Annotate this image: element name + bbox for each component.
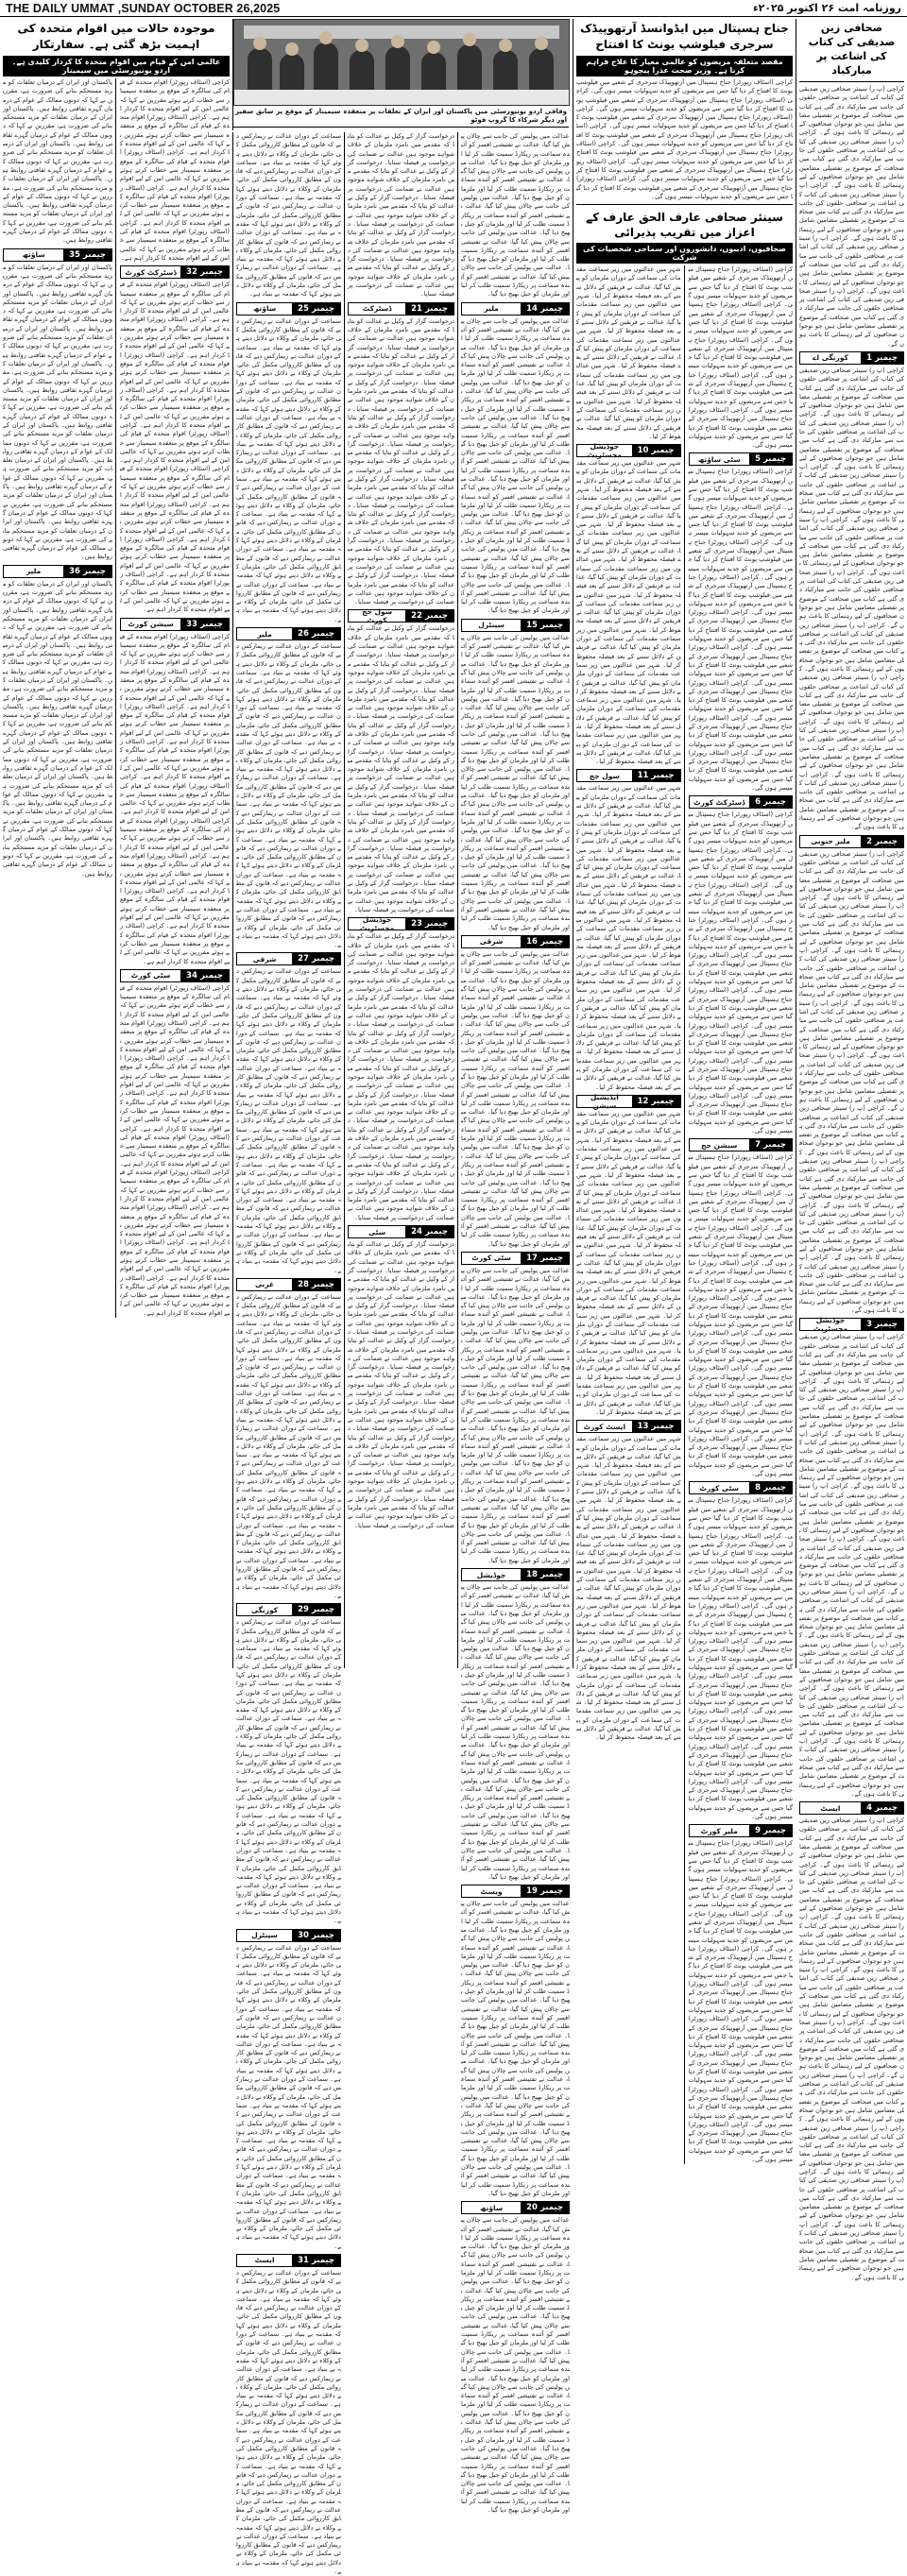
section-label: کورنگی اے <box>813 353 848 363</box>
section-header <box>236 1278 341 1291</box>
section-number: چیمبر 4 <box>861 1802 903 1814</box>
section-body-text: عدالت میں پولیس کی جانب سے چالان پیش کیا گیا، عدالت نے تفتیشی افسر کو آئندہ سماعت پر ریکارڈ سمیت طلب کر لیا اور ملزمان کو جیل بھیج دیا گیا۔ عدالت میں پولیس کی جانب سے چالان پیش کیا گیا، عدالت نے تفتیشی افسر کو آئندہ سماعت پر ریکارڈ سمیت طلب کر لیا اور ملزمان کو جیل بھیج دیا گیا۔ عدالت میں پولیس کی جانب سے چالان پیش کیا گیا، عدالت نے تفتیشی افسر کو آئندہ سماعت پر ریکارڈ سمیت طلب کر لیا اور ملزمان کو جیل بھیج دیا گیا۔ عدالت میں پولیس کی جانب سے چالان پیش کیا گیا، عدالت نے تفتیشی افسر کو آئندہ سماعت پر ریکارڈ سمیت طلب کر لیا اور ملزمان کو جیل بھیج دیا گیا۔ عدالت میں پولیس کی جانب سے چالان پیش کیا گیا، عدالت نے تفتیشی افسر کو آئندہ سماعت پر ریکارڈ سمیت طلب کر لیا اور ملزمان کو جیل بھیج دیا گیا۔ عدالت میں پولیس کی جانب سے چالان پیش کیا گیا، عدالت نے تفتیشی افسر کو آئندہ سماعت پر ریکارڈ سمیت طلب کر لیا اور ملزمان کو جیل بھیج دیا گیا۔ عدالت میں پولیس کی جانب سے چالان پیش کیا گیا، عدالت نے تفتیشی افسر کو آئندہ سماعت پر ریکارڈ سمیت طلب کر لیا اور ملزمان کو جیل بھیج دیا گیا۔ عدالت میں پولیس کی جانب سے چالان پیش کیا گیا، عدالت نے تفتیشی افسر کو آئندہ سماعت پر ریکارڈ سمیت طلب کر لیا اور ملزمان کو جیل بھیج دیا گیا۔ عدالت میں پولیس کی جانب سے چالان پیش کیا گیا، عدالت نے تفتیشی افسر کو آئندہ سماعت پر ریکارڈ سمیت طلب کر لیا اور ملزمان کو جیل بھیج دیا گیا۔ <box>461 1583 570 1881</box>
section-header <box>576 769 681 782</box>
section-label: سٹی ساؤتھ <box>697 454 741 464</box>
section-header <box>461 1885 570 1898</box>
section-header <box>461 1568 570 1581</box>
section-body-text: عدالت میں پولیس کی جانب سے چالان پیش کیا گیا، عدالت نے تفتیشی افسر کو آئندہ سماعت پر ریکارڈ سمیت طلب کر لیا اور ملزمان کو جیل بھیج دیا گیا۔ عدالت میں پولیس کی جانب سے چالان پیش کیا گیا، عدالت نے تفتیشی افسر کو آئندہ سماعت پر ریکارڈ سمیت طلب کر لیا اور ملزمان کو جیل بھیج دیا گیا۔ عدالت میں پولیس کی جانب سے چالان پیش کیا گیا، عدالت نے تفتیشی افسر کو آئندہ سماعت پر ریکارڈ سمیت طلب کر لیا اور ملزمان کو جیل بھیج دیا گیا۔ عدالت میں پولیس کی جانب سے چالان پیش کیا گیا، عدالت نے تفتیشی افسر کو آئندہ سماعت پر ریکارڈ سمیت طلب کر لیا اور ملزمان کو جیل بھیج دیا گیا۔ عدالت میں پولیس کی جانب سے چالان پیش کیا گیا، عدالت نے تفتیشی افسر کو آئندہ سماعت پر ریکارڈ سمیت طلب کر لیا اور ملزمان کو جیل بھیج دیا گیا۔ عدالت میں پولیس کی جانب سے چالان پیش کیا گیا، عدالت نے تفتیشی افسر کو آئندہ سماعت پر ریکارڈ سمیت طلب کر لیا اور ملزمان کو جیل بھیج دیا گیا۔ عدالت میں پولیس کی جانب سے چالان پیش کیا گیا، عدالت نے تفتیشی افسر کو آئندہ سماعت پر ریکارڈ سمیت طلب کر لیا اور ملزمان کو جیل بھیج دیا گیا۔ عدالت میں پولیس کی جانب سے چالان پیش کیا گیا، عدالت نے تفتیشی افسر کو آئندہ سماعت پر ریکارڈ سمیت طلب کر لیا اور ملزمان کو جیل بھیج دیا گیا۔ عدالت میں پولیس کی جانب سے چالان پیش کیا گیا، عدالت نے تفتیشی افسر کو آئندہ سماعت پر ریکارڈ سمیت طلب کر لیا اور ملزمان کو جیل بھیج دیا گیا۔ <box>461 633 570 931</box>
section-number: چیمبر 5 <box>749 453 792 465</box>
section-header <box>576 1092 681 1110</box>
col5-intro-text: عدالت میں پولیس کی جانب سے چالان پیش کیا گیا، عدالت نے تفتیشی افسر کو آئندہ سماعت پر ریکارڈ سمیت طلب کر لیا اور ملزمان کو جیل بھیج دیا گیا۔ عدالت میں پولیس کی جانب سے چالان پیش کیا گیا، عدالت نے تفتیشی افسر کو آئندہ سماعت پر ریکارڈ سمیت طلب کر لیا اور ملزمان کو جیل بھیج دیا گیا۔ عدالت میں پولیس کی جانب سے چالان پیش کیا گیا، عدالت نے تفتیشی افسر کو آئندہ سماعت پر ریکارڈ سمیت طلب کر لیا اور ملزمان کو جیل بھیج دیا گیا۔ عدالت میں پولیس کی جانب سے چالان پیش کیا گیا، عدالت نے تفتیشی افسر کو آئندہ سماعت پر ریکارڈ سمیت طلب کر لیا اور ملزمان کو جیل بھیج دیا گیا۔ عدالت میں پولیس کی جانب سے چالان پیش کیا گیا، عدالت نے تفتیشی افسر کو آئندہ سماعت پر ریکارڈ سمیت طلب کر لیا اور ملزمان کو جیل بھیج دیا گیا۔ <box>461 132 570 299</box>
section-number: چیمبر 1 <box>861 352 903 364</box>
masthead <box>0 0 907 17</box>
section-body-text: کراچی (اسٹاف رپورٹر) جناح ہسپتال میں آرتھوپیڈک سرجری کے شعبے میں فیلوشپ یونٹ کا افتتاح کر دیا گیا جس سے مریضوں کو جدید سہولیات میسر ہوں گی۔ کراچی (اسٹاف رپورٹر) جناح ہسپتال میں آرتھوپیڈک سرجری کے شعبے میں فیلوشپ یونٹ کا افتتاح کر دیا گیا جس سے مریضوں کو جدید سہولیات میسر ہوں گی۔ کراچی (اسٹاف رپورٹر) جناح ہسپتال میں آرتھوپیڈک سرجری کے شعبے میں فیلوشپ یونٹ کا افتتاح کر دیا گیا جس سے مریضوں کو جدید سہولیات میسر ہوں گی۔ کراچی (اسٹاف رپورٹر) جناح ہسپتال میں آرتھوپیڈک سرجری کے شعبے میں فیلوشپ یونٹ کا افتتاح کر دیا گیا جس سے مریضوں کو جدید سہولیات میسر ہوں گی۔ کراچی (اسٹاف رپورٹر) جناح ہسپتال میں آرتھوپیڈک سرجری کے شعبے میں فیلوشپ یونٹ کا افتتاح کر دیا گیا جس سے مریضوں کو جدید سہولیات میسر ہوں گی۔ کراچی (اسٹاف رپورٹر) جناح ہسپتال میں آرتھوپیڈک سرجری کے شعبے میں فیلوشپ یونٹ کا افتتاح کر دیا گیا جس سے مریضوں کو جدید سہولیات میسر ہوں گی۔ کراچی (اسٹاف رپورٹر) جناح ہسپتال میں آرتھوپیڈک سرجری کے شعبے میں فیلوشپ یونٹ کا افتتاح کر دیا گیا جس سے مریضوں کو جدید سہولیات میسر ہوں گی۔ کراچی (اسٹاف رپورٹر) جناح ہسپتال میں آرتھوپیڈک سرجری کے شعبے میں فیلوشپ یونٹ کا افتتاح کر دیا گیا جس سے مریضوں کو جدید سہولیات میسر ہوں گی۔ کراچی (اسٹاف رپورٹر) جناح ہسپتال میں آرتھوپیڈک سرجری کے شعبے میں فیلوشپ یونٹ کا افتتاح کر دیا گیا جس سے مریضوں کو جدید سہولیات میسر ہوں گی۔ <box>688 1153 793 1478</box>
section-header <box>461 2201 570 2214</box>
section-header <box>236 952 341 965</box>
masthead-date: روزنامہ امت ۲۶ اکتوبر ۲۰۲۵ء <box>752 2 901 14</box>
section-body-text: کراچی (پ ر) سینئر صحافی زین صدیقی کی کتاب کی اشاعت پر صحافتی حلقوں کی جانب سے مبارکباد دی گئی ہے کتاب میں صحافت کے موضوع پر تفصیلی مضامین شامل ہیں جو نوجوان صحافیوں کے لیے رہنمائی کا باعث ہوں گے۔ کراچی (پ ر) سینئر صحافی زین صدیقی کی کتاب کی اشاعت پر صحافتی حلقوں کی جانب سے مبارکباد دی گئی ہے کتاب میں صحافت کے موضوع پر تفصیلی مضامین شامل ہیں جو نوجوان صحافیوں کے لیے رہنمائی کا باعث ہوں گے۔ کراچی (پ ر) سینئر صحافی زین صدیقی کی کتاب کی اشاعت پر صحافتی حلقوں کی جانب سے مبارکباد دی گئی ہے کتاب میں صحافت کے موضوع پر تفصیلی مضامین شامل ہیں جو نوجوان صحافیوں کے لیے رہنمائی کا باعث ہوں گے۔ کراچی (پ ر) سینئر صحافی زین صدیقی کی کتاب کی اشاعت پر صحافتی حلقوں کی جانب سے مبارکباد دی گئی ہے کتاب میں صحافت کے موضوع پر تفصیلی مضامین شامل ہیں جو نوجوان صحافیوں کے لیے رہنمائی کا باعث ہوں گے۔ کراچی (پ ر) سینئر صحافی زین صدیقی کی کتاب کی اشاعت پر صحافتی حلقوں کی جانب سے مبارکباد دی گئی ہے کتاب میں صحافت کے موضوع پر تفصیلی مضامین شامل ہیں جو نوجوان صحافیوں کے لیے رہنمائی کا باعث ہوں گے۔ کراچی (پ ر) سینئر صحافی زین صدیقی کی کتاب کی اشاعت پر صحافتی حلقوں کی جانب سے مبارکباد دی گئی ہے کتاب میں صحافت کے موضوع پر تفصیلی مضامین شامل ہیں جو نوجوان صحافیوں کے لیے رہنمائی کا باعث ہوں گے۔ کراچی (پ ر) سینئر صحافی زین صدیقی کی کتاب کی اشاعت پر صحافتی حلقوں کی جانب سے مبارکباد دی گئی ہے کتاب میں صحافت کے موضوع پر تفصیلی مضامین شامل ہیں جو نوجوان صحافیوں کے لیے رہنمائی کا باعث ہوں گے۔ کراچی (پ ر) سینئر صحافی زین صدیقی کی کتاب کی اشاعت پر صحافتی حلقوں کی جانب سے مبارکباد دی گئی ہے کتاب میں صحافت کے موضوع پر تفصیلی مضامین شامل ہیں جو نوجوان صحافیوں کے لیے رہنمائی کا باعث ہوں گے۔ کراچی (پ ر) سینئر صحافی زین صدیقی کی کتاب کی اشاعت پر صحافتی حلقوں کی جانب سے مبارکباد دی گئی ہے کتاب میں صحافت کے موضوع پر تفصیلی مضامین شامل ہیں جو نوجوان صحافیوں کے لیے رہنمائی کا باعث ہوں گے۔ <box>799 366 904 831</box>
section-header <box>689 1138 794 1152</box>
section-label: جوڈیشل مجسٹریٹ <box>587 442 622 460</box>
section-number: چیمبر 19 <box>521 1885 569 1897</box>
section-label: ڈسٹرکٹ کورٹ <box>693 797 745 807</box>
section-label: ویسٹ <box>480 1886 503 1896</box>
section-number: چیمبر 17 <box>521 1253 569 1264</box>
col3-intro-text: سماعت کے دوران عدالت نے ریمارکس دیے کہ قانون کے مطابق کارروائی مکمل کی جائے، ملزمان کے وکلاء نے دلائل دیتے ہوئے کہا کہ مقدمہ بے بنیاد ہے۔ سماعت کے دوران عدالت نے ریمارکس دیے کہ قانون کے مطابق کارروائی مکمل کی جائے، ملزمان کے وکلاء نے دلائل دیتے ہوئے کہا کہ مقدمہ بے بنیاد ہے۔ سماعت کے دوران عدالت نے ریمارکس دیے کہ قانون کے مطابق کارروائی مکمل کی جائے، ملزمان کے وکلاء نے دلائل دیتے ہوئے کہا کہ مقدمہ بے بنیاد ہے۔ سماعت کے دوران عدالت نے ریمارکس دیے کہ قانون کے مطابق کارروائی مکمل کی جائے، ملزمان کے وکلاء نے دلائل دیتے ہوئے کہا کہ مقدمہ بے بنیاد ہے۔ سماعت کے دوران عدالت نے ریمارکس دیے کہ قانون کے مطابق کارروائی مکمل کی جائے، ملزمان کے وکلاء نے دلائل دیتے ہوئے کہا کہ مقدمہ بے بنیاد ہے۔ <box>236 132 341 299</box>
col2-subbar: عالمی امن کے قیام میں اقوام متحدہ کا کردار کلیدی ہے۔ اردو یونیورسٹی میں سیمینار <box>3 56 230 77</box>
section-number: چیمبر 26 <box>292 628 340 640</box>
section-label: سینٹرل <box>251 1931 278 1940</box>
col2-intro-text: کراچی (اسٹاف رپورٹر) اقوام متحدہ کے قیام کی سالگرہ کے موقع پر منعقدہ سیمینار سے خطاب کرتے ہوئے مقررین نے کہا کہ عالمی امن کے لیے اقوام متحدہ کا کردار اہم ہے۔ کراچی (اسٹاف رپورٹر) اقوام متحدہ کے قیام کی سالگرہ کے موقع پر منعقدہ سیمینار سے خطاب کرتے ہوئے مقررین نے کہا کہ عالمی امن کے لیے اقوام متحدہ کا کردار اہم ہے۔ کراچی (اسٹاف رپورٹر) اقوام متحدہ کے قیام کی سالگرہ کے موقع پر منعقدہ سیمینار سے خطاب کرتے ہوئے مقررین نے کہا کہ عالمی امن کے لیے اقوام متحدہ کا کردار اہم ہے۔ کراچی (اسٹاف رپورٹر) اقوام متحدہ کے قیام کی سالگرہ کے موقع پر منعقدہ سیمینار سے خطاب کرتے ہوئے مقررین نے کہا کہ عالمی امن کے لیے اقوام متحدہ کا کردار اہم ہے۔ کراچی (اسٹاف رپورٹر) اقوام متحدہ کے قیام کی سالگرہ کے موقع پر منعقدہ سیمینار سے خطاب کرتے ہوئے مقررین نے کہا کہ عالمی امن کے لیے اقوام متحدہ کا کردار اہم ہے۔ <box>120 78 230 262</box>
section-header <box>348 302 454 316</box>
section-body-text: کراچی (اسٹاف رپورٹر) جناح ہسپتال میں آرتھوپیڈک سرجری کے شعبے میں فیلوشپ یونٹ کا افتتاح کر دیا گیا جس سے مریضوں کو جدید سہولیات میسر ہوں گی۔ کراچی (اسٹاف رپورٹر) جناح ہسپتال میں آرتھوپیڈک سرجری کے شعبے میں فیلوشپ یونٹ کا افتتاح کر دیا گیا جس سے مریضوں کو جدید سہولیات میسر ہوں گی۔ کراچی (اسٹاف رپورٹر) جناح ہسپتال میں آرتھوپیڈک سرجری کے شعبے میں فیلوشپ یونٹ کا افتتاح کر دیا گیا جس سے مریضوں کو جدید سہولیات میسر ہوں گی۔ کراچی (اسٹاف رپورٹر) جناح ہسپتال میں آرتھوپیڈک سرجری کے شعبے میں فیلوشپ یونٹ کا افتتاح کر دیا گیا جس سے مریضوں کو جدید سہولیات میسر ہوں گی۔ کراچی (اسٹاف رپورٹر) جناح ہسپتال میں آرتھوپیڈک سرجری کے شعبے میں فیلوشپ یونٹ کا افتتاح کر دیا گیا جس سے مریضوں کو جدید سہولیات میسر ہوں گی۔ کراچی (اسٹاف رپورٹر) جناح ہسپتال میں آرتھوپیڈک سرجری کے شعبے میں فیلوشپ یونٹ کا افتتاح کر دیا گیا جس سے مریضوں کو جدید سہولیات میسر ہوں گی۔ کراچی (اسٹاف رپورٹر) جناح ہسپتال میں آرتھوپیڈک سرجری کے شعبے میں فیلوشپ یونٹ کا افتتاح کر دیا گیا جس سے مریضوں کو جدید سہولیات میسر ہوں گی۔ کراچی (اسٹاف رپورٹر) جناح ہسپتال میں آرتھوپیڈک سرجری کے شعبے میں فیلوشپ یونٹ کا افتتاح کر دیا گیا جس سے مریضوں کو جدید سہولیات میسر ہوں گی۔ کراچی (اسٹاف رپورٹر) جناح ہسپتال میں آرتھوپیڈک سرجری کے شعبے میں فیلوشپ یونٹ کا افتتاح کر دیا گیا جس سے مریضوں کو جدید سہولیات میسر ہوں گی۔ <box>688 810 793 1135</box>
section-body-text: سماعت کے دوران عدالت نے ریمارکس دیے کہ قانون کے مطابق کارروائی مکمل کی جائے، ملزمان کے وکلاء نے دلائل دیتے ہوئے کہا کہ مقدمہ بے بنیاد ہے۔ سماعت کے دوران عدالت نے ریمارکس دیے کہ قانون کے مطابق کارروائی مکمل کی جائے، ملزمان کے وکلاء نے دلائل دیتے ہوئے کہا کہ مقدمہ بے بنیاد ہے۔ سماعت کے دوران عدالت نے ریمارکس دیے کہ قانون کے مطابق کارروائی مکمل کی جائے، ملزمان کے وکلاء نے دلائل دیتے ہوئے کہا کہ مقدمہ بے بنیاد ہے۔ سماعت کے دوران عدالت نے ریمارکس دیے کہ قانون کے مطابق کارروائی مکمل کی جائے، ملزمان کے وکلاء نے دلائل دیتے ہوئے کہا کہ مقدمہ بے بنیاد ہے۔ سماعت کے دوران عدالت نے ریمارکس دیے کہ قانون کے مطابق کارروائی مکمل کی جائے، ملزمان کے وکلاء نے دلائل دیتے ہوئے کہا کہ مقدمہ بے بنیاد ہے۔ سماعت کے دوران عدالت نے ریمارکس دیے کہ قانون کے مطابق کارروائی مکمل کی جائے، ملزمان کے وکلاء نے دلائل دیتے ہوئے کہا کہ مقدمہ بے بنیاد ہے۔ سماعت کے دوران عدالت نے ریمارکس دیے کہ قانون کے مطابق کارروائی مکمل کی جائے، ملزمان کے وکلاء نے دلائل دیتے ہوئے کہا کہ مقدمہ بے بنیاد ہے۔ سماعت کے دوران عدالت نے ریمارکس دیے کہ قانون کے مطابق کارروائی مکمل کی جائے، ملزمان کے وکلاء نے دلائل دیتے ہوئے کہا کہ مقدمہ بے بنیاد ہے۔ سماعت کے دوران عدالت نے ریمارکس دیے کہ قانون کے مطابق کارروائی مکمل کی جائے، ملزمان کے وکلاء نے دلائل دیتے ہوئے کہا کہ مقدمہ بے بنیاد ہے۔ <box>236 642 341 949</box>
section-body-text: شہر میں عدالتوں میں زیر سماعت مقدمات کی سماعت کے دوران ملزمان کو پیش کیا گیا، عدالت نے فریقین کے دلائل سننے کے بعد فیصلہ محفوظ کر لیا۔ شہر میں عدالتوں میں زیر سماعت مقدمات کی سماعت کے دوران ملزمان کو پیش کیا گیا، عدالت نے فریقین کے دلائل سننے کے بعد فیصلہ محفوظ کر لیا۔ شہر میں عدالتوں میں زیر سماعت مقدمات کی سماعت کے دوران ملزمان کو پیش کیا گیا، عدالت نے فریقین کے دلائل سننے کے بعد فیصلہ محفوظ کر لیا۔ شہر میں عدالتوں میں زیر سماعت مقدمات کی سماعت کے دوران ملزمان کو پیش کیا گیا، عدالت نے فریقین کے دلائل سننے کے بعد فیصلہ محفوظ کر لیا۔ شہر میں عدالتوں میں زیر سماعت مقدمات کی سماعت کے دوران ملزمان کو پیش کیا گیا، عدالت نے فریقین کے دلائل سننے کے بعد فیصلہ محفوظ کر لیا۔ شہر میں عدالتوں میں زیر سماعت مقدمات کی سماعت کے دوران ملزمان کو پیش کیا گیا، عدالت نے فریقین کے دلائل سننے کے بعد فیصلہ محفوظ کر لیا۔ شہر میں عدالتوں میں زیر سماعت مقدمات کی سماعت کے دوران ملزمان کو پیش کیا گیا، عدالت نے فریقین کے دلائل سننے کے بعد فیصلہ محفوظ کر لیا۔ شہر میں عدالتوں میں زیر سماعت مقدمات کی سماعت کے دوران ملزمان کو پیش کیا گیا، عدالت نے فریقین کے دلائل سننے کے بعد فیصلہ محفوظ کر لیا۔ شہر میں عدالتوں میں زیر سماعت مقدمات کی سماعت کے دوران ملزمان کو پیش کیا گیا، عدالت نے فریقین کے دلائل سننے کے بعد فیصلہ محفوظ کر لیا۔ <box>576 1435 681 1742</box>
section-header <box>236 1603 341 1616</box>
section-label: سٹی کورٹ <box>471 1254 511 1263</box>
section-header <box>461 1252 570 1265</box>
section-body-text: کراچی (اسٹاف رپورٹر) جناح ہسپتال میں آرتھوپیڈک سرجری کے شعبے میں فیلوشپ یونٹ کا افتتاح کر دیا گیا جس سے مریضوں کو جدید سہولیات میسر ہوں گی۔ کراچی (اسٹاف رپورٹر) جناح ہسپتال میں آرتھوپیڈک سرجری کے شعبے میں فیلوشپ یونٹ کا افتتاح کر دیا گیا جس سے مریضوں کو جدید سہولیات میسر ہوں گی۔ کراچی (اسٹاف رپورٹر) جناح ہسپتال میں آرتھوپیڈک سرجری کے شعبے میں فیلوشپ یونٹ کا افتتاح کر دیا گیا جس سے مریضوں کو جدید سہولیات میسر ہوں گی۔ کراچی (اسٹاف رپورٹر) جناح ہسپتال میں آرتھوپیڈک سرجری کے شعبے میں فیلوشپ یونٹ کا افتتاح کر دیا گیا جس سے مریضوں کو جدید سہولیات میسر ہوں گی۔ کراچی (اسٹاف رپورٹر) جناح ہسپتال میں آرتھوپیڈک سرجری کے شعبے میں فیلوشپ یونٹ کا افتتاح کر دیا گیا جس سے مریضوں کو جدید سہولیات میسر ہوں گی۔ کراچی (اسٹاف رپورٹر) جناح ہسپتال میں آرتھوپیڈک سرجری کے شعبے میں فیلوشپ یونٹ کا افتتاح کر دیا گیا جس سے مریضوں کو جدید سہولیات میسر ہوں گی۔ کراچی (اسٹاف رپورٹر) جناح ہسپتال میں آرتھوپیڈک سرجری کے شعبے میں فیلوشپ یونٹ کا افتتاح کر دیا گیا جس سے مریضوں کو جدید سہولیات میسر ہوں گی۔ کراچی (اسٹاف رپورٹر) جناح ہسپتال میں آرتھوپیڈک سرجری کے شعبے میں فیلوشپ یونٹ کا افتتاح کر دیا گیا جس سے مریضوں کو جدید سہولیات میسر ہوں گی۔ کراچی (اسٹاف رپورٹر) جناح ہسپتال میں آرتھوپیڈک سرجری کے شعبے میں فیلوشپ یونٹ کا افتتاح کر دیا گیا جس سے مریضوں کو جدید سہولیات میسر ہوں گی۔ <box>688 1496 793 1821</box>
section-header <box>236 2254 341 2267</box>
section-body-text: شہر میں عدالتوں میں زیر سماعت مقدمات کی سماعت کے دوران ملزمان کو پیش کیا گیا، عدالت نے فریقین کے دلائل سننے کے بعد فیصلہ محفوظ کر لیا۔ شہر میں عدالتوں میں زیر سماعت مقدمات کی سماعت کے دوران ملزمان کو پیش کیا گیا، عدالت نے فریقین کے دلائل سننے کے بعد فیصلہ محفوظ کر لیا۔ شہر میں عدالتوں میں زیر سماعت مقدمات کی سماعت کے دوران ملزمان کو پیش کیا گیا، عدالت نے فریقین کے دلائل سننے کے بعد فیصلہ محفوظ کر لیا۔ شہر میں عدالتوں میں زیر سماعت مقدمات کی سماعت کے دوران ملزمان کو پیش کیا گیا، عدالت نے فریقین کے دلائل سننے کے بعد فیصلہ محفوظ کر لیا۔ شہر میں عدالتوں میں زیر سماعت مقدمات کی سماعت کے دوران ملزمان کو پیش کیا گیا، عدالت نے فریقین کے دلائل سننے کے بعد فیصلہ محفوظ کر لیا۔ شہر میں عدالتوں میں زیر سماعت مقدمات کی سماعت کے دوران ملزمان کو پیش کیا گیا، عدالت نے فریقین کے دلائل سننے کے بعد فیصلہ محفوظ کر لیا۔ شہر میں عدالتوں میں زیر سماعت مقدمات کی سماعت کے دوران ملزمان کو پیش کیا گیا، عدالت نے فریقین کے دلائل سننے کے بعد فیصلہ محفوظ کر لیا۔ شہر میں عدالتوں میں زیر سماعت مقدمات کی سماعت کے دوران ملزمان کو پیش کیا گیا، عدالت نے فریقین کے دلائل سننے کے بعد فیصلہ محفوظ کر لیا۔ شہر میں عدالتوں میں زیر سماعت مقدمات کی سماعت کے دوران ملزمان کو پیش کیا گیا، عدالت نے فریقین کے دلائل سننے کے بعد فیصلہ محفوظ کر لیا۔ <box>576 1109 681 1416</box>
section-number: چیمبر 20 <box>521 2202 569 2213</box>
section-label: شرقی <box>252 954 277 964</box>
section-body-text: کراچی (اسٹاف رپورٹر) اقوام متحدہ کے قیام کی سالگرہ کے موقع پر منعقدہ سیمینار سے خطاب کرتے ہوئے مقررین نے کہا کہ عالمی امن کے لیے اقوام متحدہ کا کردار اہم ہے۔ کراچی (اسٹاف رپورٹر) اقوام متحدہ کے قیام کی سالگرہ کے موقع پر منعقدہ سیمینار سے خطاب کرتے ہوئے مقررین نے کہا کہ عالمی امن کے لیے اقوام متحدہ کا کردار اہم ہے۔ کراچی (اسٹاف رپورٹر) اقوام متحدہ کے قیام کی سالگرہ کے موقع پر منعقدہ سیمینار سے خطاب کرتے ہوئے مقررین نے کہا کہ عالمی امن کے لیے اقوام متحدہ کا کردار اہم ہے۔ کراچی (اسٹاف رپورٹر) اقوام متحدہ کے قیام کی سالگرہ کے موقع پر منعقدہ سیمینار سے خطاب کرتے ہوئے مقررین نے کہا کہ عالمی امن کے لیے اقوام متحدہ کا کردار اہم ہے۔ کراچی (اسٹاف رپورٹر) اقوام متحدہ کے قیام کی سالگرہ کے موقع پر منعقدہ سیمینار سے خطاب کرتے ہوئے مقررین نے کہا کہ عالمی امن کے لیے اقوام متحدہ کا کردار اہم ہے۔ کراچی (اسٹاف رپورٹر) اقوام متحدہ کے قیام کی سالگرہ کے موقع پر منعقدہ سیمینار سے خطاب کرتے ہوئے مقررین نے کہا کہ عالمی امن کے لیے اقوام متحدہ کا کردار اہم ہے۔ کراچی (اسٹاف رپورٹر) اقوام متحدہ کے قیام کی سالگرہ کے موقع پر منعقدہ سیمینار سے خطاب کرتے ہوئے مقررین نے کہا کہ عالمی امن کے لیے اقوام متحدہ کا کردار اہم ہے۔ کراچی (اسٹاف رپورٹر) اقوام متحدہ کے قیام کی سالگرہ کے موقع پر منعقدہ سیمینار سے خطاب کرتے ہوئے مقررین نے کہا کہ عالمی امن کے لیے اقوام متحدہ کا کردار اہم ہے۔ کراچی (اسٹاف رپورٹر) اقوام متحدہ کے قیام کی سالگرہ کے موقع پر منعقدہ سیمینار سے خطاب کرتے ہوئے مقررین نے کہا کہ عالمی امن کے لیے اقوام متحدہ کا کردار اہم ہے۔ <box>120 632 230 965</box>
col7-lead-text: کراچی (اسٹاف رپورٹر) جناح ہسپتال میں آرتھوپیڈک سرجری کے شعبے میں فیلوشپ یونٹ کا افتتاح کر دیا گیا جس سے مریضوں کو جدید سہولیات میسر ہوں گی۔ کراچی (اسٹاف رپورٹر) جناح ہسپتال میں آرتھوپیڈک سرجری کے شعبے میں فیلوشپ یونٹ کا افتتاح کر دیا گیا جس سے مریضوں کو جدید سہولیات میسر ہوں گی۔ کراچی (اسٹاف رپورٹر) جناح ہسپتال میں آرتھوپیڈک سرجری کے شعبے میں فیلوشپ یونٹ کا افتتاح کر دیا گیا جس سے مریضوں کو جدید سہولیات میسر ہوں گی۔ کراچی (اسٹاف رپورٹر) جناح ہسپتال میں آرتھوپیڈک سرجری کے شعبے میں فیلوشپ یونٹ کا افتتاح کر دیا گیا جس سے مریضوں کو جدید سہولیات میسر ہوں گی۔ کراچی (اسٹاف رپورٹر) جناح ہسپتال میں آرتھوپیڈک سرجری کے شعبے میں فیلوشپ یونٹ کا افتتاح کر دیا گیا جس سے مریضوں کو جدید سہولیات میسر ہوں گی۔ کراچی (اسٹاف رپورٹر) جناح ہسپتال میں آرتھوپیڈک سرجری کے شعبے میں فیلوشپ یونٹ کا افتتاح کر دیا گیا جس سے مریضوں کو جدید سہولیات میسر ہوں گی۔ کراچی (اسٹاف رپورٹر) جناح ہسپتال میں آرتھوپیڈک سرجری کے شعبے میں فیلوشپ یونٹ کا افتتاح کر دیا گیا جس سے مریضوں کو جدید سہولیات میسر ہوں گی۔ <box>575 78 793 200</box>
column-5 <box>457 132 573 2514</box>
section-body-text: پاکستان اور ایران کے درمیان تعلقات کو مزید مستحکم بنانے کی ضرورت ہے، مقررین نے کہا کہ دونوں ممالک کے عوام کے درمیان گہرے ثقافتی روابط ہیں۔ پاکستان اور ایران کے درمیان تعلقات کو مزید مستحکم بنانے کی ضرورت ہے، مقررین نے کہا کہ دونوں ممالک کے عوام کے درمیان گہرے ثقافتی روابط ہیں۔ پاکستان اور ایران کے درمیان تعلقات کو مزید مستحکم بنانے کی ضرورت ہے، مقررین نے کہا کہ دونوں ممالک کے عوام کے درمیان گہرے ثقافتی روابط ہیں۔ پاکستان اور ایران کے درمیان تعلقات کو مزید مستحکم بنانے کی ضرورت ہے، مقررین نے کہا کہ دونوں ممالک کے عوام کے درمیان گہرے ثقافتی روابط ہیں۔ پاکستان اور ایران کے درمیان تعلقات کو مزید مستحکم بنانے کی ضرورت ہے، مقررین نے کہا کہ دونوں ممالک کے عوام کے درمیان گہرے ثقافتی روابط ہیں۔ پاکستان اور ایران کے درمیان تعلقات کو مزید مستحکم بنانے کی ضرورت ہے، مقررین نے کہا کہ دونوں ممالک کے عوام کے درمیان گہرے ثقافتی روابط ہیں۔ پاکستان اور ایران کے درمیان تعلقات کو مزید مستحکم بنانے کی ضرورت ہے، مقررین نے کہا کہ دونوں ممالک کے عوام کے درمیان گہرے ثقافتی روابط ہیں۔ پاکستان اور ایران کے درمیان تعلقات کو مزید مستحکم بنانے کی ضرورت ہے، مقررین نے کہا کہ دونوں ممالک کے عوام کے درمیان گہرے ثقافتی روابط ہیں۔ پاکستان اور ایران کے درمیان تعلقات کو مزید مستحکم بنانے کی ضرورت ہے، مقررین نے کہا کہ دونوں ممالک کے عوام کے درمیان گہرے ثقافتی روابط ہیں۔ <box>3 263 112 561</box>
section-label: ملیر <box>257 629 272 639</box>
section-header <box>461 935 570 948</box>
section-header <box>3 248 112 262</box>
section-label: ملیر جنوبی <box>811 837 850 846</box>
column-3 <box>232 132 344 2576</box>
section-label: جوڈیشل مجسٹریٹ <box>359 915 395 933</box>
section-number: چیمبر 9 <box>749 1825 792 1836</box>
section-body-text: کراچی (اسٹاف رپورٹر) اقوام متحدہ کے قیام کی سالگرہ کے موقع پر منعقدہ سیمینار سے خطاب کرتے ہوئے مقررین نے کہا کہ عالمی امن کے لیے اقوام متحدہ کا کردار اہم ہے۔ کراچی (اسٹاف رپورٹر) اقوام متحدہ کے قیام کی سالگرہ کے موقع پر منعقدہ سیمینار سے خطاب کرتے ہوئے مقررین نے کہا کہ عالمی امن کے لیے اقوام متحدہ کا کردار اہم ہے۔ کراچی (اسٹاف رپورٹر) اقوام متحدہ کے قیام کی سالگرہ کے موقع پر منعقدہ سیمینار سے خطاب کرتے ہوئے مقررین نے کہا کہ عالمی امن کے لیے اقوام متحدہ کا کردار اہم ہے۔ کراچی (اسٹاف رپورٹر) اقوام متحدہ کے قیام کی سالگرہ کے موقع پر منعقدہ سیمینار سے خطاب کرتے ہوئے مقررین نے کہا کہ عالمی امن کے لیے اقوام متحدہ کا کردار اہم ہے۔ کراچی (اسٹاف رپورٹر) اقوام متحدہ کے قیام کی سالگرہ کے موقع پر منعقدہ سیمینار سے خطاب کرتے ہوئے مقررین نے کہا کہ عالمی امن کے لیے اقوام متحدہ کا کردار اہم ہے۔ کراچی (اسٹاف رپورٹر) اقوام متحدہ کے قیام کی سالگرہ کے موقع پر منعقدہ سیمینار سے خطاب کرتے ہوئے مقررین نے کہا کہ عالمی امن کے لیے اقوام متحدہ کا کردار اہم ہے۔ کراچی (اسٹاف رپورٹر) اقوام متحدہ کے قیام کی سالگرہ کے موقع پر منعقدہ سیمینار سے خطاب کرتے ہوئے مقررین نے کہا کہ عالمی امن کے لیے اقوام متحدہ کا کردار اہم ہے۔ کراچی (اسٹاف رپورٹر) اقوام متحدہ کے قیام کی سالگرہ کے موقع پر منعقدہ سیمینار سے خطاب کرتے ہوئے مقررین نے کہا کہ عالمی امن کے لیے اقوام متحدہ کا کردار اہم ہے۔ کراچی (اسٹاف رپورٹر) اقوام متحدہ کے قیام کی سالگرہ کے موقع پر منعقدہ سیمینار سے خطاب کرتے ہوئے مقررین نے کہا کہ عالمی امن کے لیے اقوام متحدہ کا کردار اہم ہے۔ <box>120 281 230 614</box>
section-body-text: سماعت کے دوران عدالت نے ریمارکس دیے کہ قانون کے مطابق کارروائی مکمل کی جائے، ملزمان کے وکلاء نے دلائل دیتے ہوئے کہا کہ مقدمہ بے بنیاد ہے۔ سماعت کے دوران عدالت نے ریمارکس دیے کہ قانون کے مطابق کارروائی مکمل کی جائے، ملزمان کے وکلاء نے دلائل دیتے ہوئے کہا کہ مقدمہ بے بنیاد ہے۔ سماعت کے دوران عدالت نے ریمارکس دیے کہ قانون کے مطابق کارروائی مکمل کی جائے، ملزمان کے وکلاء نے دلائل دیتے ہوئے کہا کہ مقدمہ بے بنیاد ہے۔ سماعت کے دوران عدالت نے ریمارکس دیے کہ قانون کے مطابق کارروائی مکمل کی جائے، ملزمان کے وکلاء نے دلائل دیتے ہوئے کہا کہ مقدمہ بے بنیاد ہے۔ سماعت کے دوران عدالت نے ریمارکس دیے کہ قانون کے مطابق کارروائی مکمل کی جائے، ملزمان کے وکلاء نے دلائل دیتے ہوئے کہا کہ مقدمہ بے بنیاد ہے۔ سماعت کے دوران عدالت نے ریمارکس دیے کہ قانون کے مطابق کارروائی مکمل کی جائے، ملزمان کے وکلاء نے دلائل دیتے ہوئے کہا کہ مقدمہ بے بنیاد ہے۔ سماعت کے دوران عدالت نے ریمارکس دیے کہ قانون کے مطابق کارروائی مکمل کی جائے، ملزمان کے وکلاء نے دلائل دیتے ہوئے کہا کہ مقدمہ بے بنیاد ہے۔ سماعت کے دوران عدالت نے ریمارکس دیے کہ قانون کے مطابق کارروائی مکمل کی جائے، ملزمان کے وکلاء نے دلائل دیتے ہوئے کہا کہ مقدمہ بے بنیاد ہے۔ سماعت کے دوران عدالت نے ریمارکس دیے کہ قانون کے مطابق کارروائی مکمل کی جائے، ملزمان کے وکلاء نے دلائل دیتے ہوئے کہا کہ مقدمہ بے بنیاد ہے۔ <box>236 1292 341 1599</box>
seminar-photo <box>233 19 570 106</box>
section-number: چیمبر 22 <box>405 610 454 622</box>
section-label: ملیر <box>484 304 499 314</box>
section-label: شرقی <box>479 937 504 947</box>
section-header <box>799 1316 904 1334</box>
section-body-text: درخواست گزار کے وکیل نے عدالت کو بتایا کہ مقدمے میں نامزد ملزمان کے خلاف شواہد موجود ہیں عدالت نے ضمانت کی درخواست پر فیصلہ سنایا۔ درخواست گزار کے وکیل نے عدالت کو بتایا کہ مقدمے میں نامزد ملزمان کے خلاف شواہد موجود ہیں عدالت نے ضمانت کی درخواست پر فیصلہ سنایا۔ درخواست گزار کے وکیل نے عدالت کو بتایا کہ مقدمے میں نامزد ملزمان کے خلاف شواہد موجود ہیں عدالت نے ضمانت کی درخواست پر فیصلہ سنایا۔ درخواست گزار کے وکیل نے عدالت کو بتایا کہ مقدمے میں نامزد ملزمان کے خلاف شواہد موجود ہیں عدالت نے ضمانت کی درخواست پر فیصلہ سنایا۔ درخواست گزار کے وکیل نے عدالت کو بتایا کہ مقدمے میں نامزد ملزمان کے خلاف شواہد موجود ہیں عدالت نے ضمانت کی درخواست پر فیصلہ سنایا۔ درخواست گزار کے وکیل نے عدالت کو بتایا کہ مقدمے میں نامزد ملزمان کے خلاف شواہد موجود ہیں عدالت نے ضمانت کی درخواست پر فیصلہ سنایا۔ درخواست گزار کے وکیل نے عدالت کو بتایا کہ مقدمے میں نامزد ملزمان کے خلاف شواہد موجود ہیں عدالت نے ضمانت کی درخواست پر فیصلہ سنایا۔ درخواست گزار کے وکیل نے عدالت کو بتایا کہ مقدمے میں نامزد ملزمان کے خلاف شواہد موجود ہیں عدالت نے ضمانت کی درخواست پر فیصلہ سنایا۔ درخواست گزار کے وکیل نے عدالت کو بتایا کہ مقدمے میں نامزد ملزمان کے خلاف شواہد موجود ہیں عدالت نے ضمانت کی درخواست پر فیصلہ سنایا۔ <box>348 932 454 1221</box>
section-number: چیمبر 25 <box>292 303 340 315</box>
section-header <box>689 452 794 466</box>
section-number: چیمبر 33 <box>180 619 229 630</box>
col7-intro-text: کراچی (اسٹاف رپورٹر) جناح ہسپتال میں آرتھوپیڈک سرجری کے شعبے میں فیلوشپ یونٹ کا افتتاح کر دیا گیا جس سے مریضوں کو جدید سہولیات میسر ہوں گی۔ کراچی (اسٹاف رپورٹر) جناح ہسپتال میں آرتھوپیڈک سرجری کے شعبے میں فیلوشپ یونٹ کا افتتاح کر دیا گیا جس سے مریضوں کو جدید سہولیات میسر ہوں گی۔ کراچی (اسٹاف رپورٹر) جناح ہسپتال میں آرتھوپیڈک سرجری کے شعبے میں فیلوشپ یونٹ کا افتتاح کر دیا گیا جس سے مریضوں کو جدید سہولیات میسر ہوں گی۔ کراچی (اسٹاف رپورٹر) جناح ہسپتال میں آرتھوپیڈک سرجری کے شعبے میں فیلوشپ یونٹ کا افتتاح کر دیا گیا جس سے مریضوں کو جدید سہولیات میسر ہوں گی۔ کراچی (اسٹاف رپورٹر) جناح ہسپتال میں آرتھوپیڈک سرجری کے شعبے میں فیلوشپ یونٹ کا افتتاح کر دیا گیا جس سے مریضوں کو جدید سہولیات میسر ہوں گی۔ <box>688 265 793 450</box>
section-header <box>348 1225 454 1238</box>
section-body-text: عدالت میں پولیس کی جانب سے چالان پیش کیا گیا، عدالت نے تفتیشی افسر کو آئندہ سماعت پر ریکارڈ سمیت طلب کر لیا اور ملزمان کو جیل بھیج دیا گیا۔ عدالت میں پولیس کی جانب سے چالان پیش کیا گیا، عدالت نے تفتیشی افسر کو آئندہ سماعت پر ریکارڈ سمیت طلب کر لیا اور ملزمان کو جیل بھیج دیا گیا۔ عدالت میں پولیس کی جانب سے چالان پیش کیا گیا، عدالت نے تفتیشی افسر کو آئندہ سماعت پر ریکارڈ سمیت طلب کر لیا اور ملزمان کو جیل بھیج دیا گیا۔ عدالت میں پولیس کی جانب سے چالان پیش کیا گیا، عدالت نے تفتیشی افسر کو آئندہ سماعت پر ریکارڈ سمیت طلب کر لیا اور ملزمان کو جیل بھیج دیا گیا۔ عدالت میں پولیس کی جانب سے چالان پیش کیا گیا، عدالت نے تفتیشی افسر کو آئندہ سماعت پر ریکارڈ سمیت طلب کر لیا اور ملزمان کو جیل بھیج دیا گیا۔ عدالت میں پولیس کی جانب سے چالان پیش کیا گیا، عدالت نے تفتیشی افسر کو آئندہ سماعت پر ریکارڈ سمیت طلب کر لیا اور ملزمان کو جیل بھیج دیا گیا۔ عدالت میں پولیس کی جانب سے چالان پیش کیا گیا، عدالت نے تفتیشی افسر کو آئندہ سماعت پر ریکارڈ سمیت طلب کر لیا اور ملزمان کو جیل بھیج دیا گیا۔ عدالت میں پولیس کی جانب سے چالان پیش کیا گیا، عدالت نے تفتیشی افسر کو آئندہ سماعت پر ریکارڈ سمیت طلب کر لیا اور ملزمان کو جیل بھیج دیا گیا۔ عدالت میں پولیس کی جانب سے چالان پیش کیا گیا، عدالت نے تفتیشی افسر کو آئندہ سماعت پر ریکارڈ سمیت طلب کر لیا اور ملزمان کو جیل بھیج دیا گیا۔ <box>461 949 570 1248</box>
section-header <box>461 302 570 316</box>
section-label: سٹی کورٹ <box>699 1483 740 1493</box>
section-label: ساؤتھ <box>252 304 277 314</box>
section-label: سٹی <box>368 1227 386 1237</box>
section-label: کورنگی <box>250 1605 279 1614</box>
section-label: سول جج <box>589 771 620 780</box>
section-header <box>461 619 570 632</box>
section-label: سیشن کورٹ <box>128 620 174 629</box>
column-2 <box>0 19 232 1668</box>
col7-headline: جناح ہسپتال میں ایڈوانسڈ آرتھوپیڈک سرجری فیلوشپ یونٹ کا افتتاح <box>580 22 789 51</box>
section-header <box>348 915 454 933</box>
masthead-title: THE DAILY UMMAT ,SUNDAY OCTOBER 26,2025 <box>6 1 281 15</box>
section-number: چیمبر 31 <box>292 2255 340 2266</box>
section-body-text: سماعت کے دوران عدالت نے ریمارکس دیے کہ قانون کے مطابق کارروائی مکمل کی جائے، ملزمان کے وکلاء نے دلائل دیتے ہوئے کہا کہ مقدمہ بے بنیاد ہے۔ سماعت کے دوران عدالت نے ریمارکس دیے کہ قانون کے مطابق کارروائی مکمل کی جائے، ملزمان کے وکلاء نے دلائل دیتے ہوئے کہا کہ مقدمہ بے بنیاد ہے۔ سماعت کے دوران عدالت نے ریمارکس دیے کہ قانون کے مطابق کارروائی مکمل کی جائے، ملزمان کے وکلاء نے دلائل دیتے ہوئے کہا کہ مقدمہ بے بنیاد ہے۔ سماعت کے دوران عدالت نے ریمارکس دیے کہ قانون کے مطابق کارروائی مکمل کی جائے، ملزمان کے وکلاء نے دلائل دیتے ہوئے کہا کہ مقدمہ بے بنیاد ہے۔ سماعت کے دوران عدالت نے ریمارکس دیے کہ قانون کے مطابق کارروائی مکمل کی جائے، ملزمان کے وکلاء نے دلائل دیتے ہوئے کہا کہ مقدمہ بے بنیاد ہے۔ سماعت کے دوران عدالت نے ریمارکس دیے کہ قانون کے مطابق کارروائی مکمل کی جائے، ملزمان کے وکلاء نے دلائل دیتے ہوئے کہا کہ مقدمہ بے بنیاد ہے۔ سماعت کے دوران عدالت نے ریمارکس دیے کہ قانون کے مطابق کارروائی مکمل کی جائے، ملزمان کے وکلاء نے دلائل دیتے ہوئے کہا کہ مقدمہ بے بنیاد ہے۔ سماعت کے دوران عدالت نے ریمارکس دیے کہ قانون کے مطابق کارروائی مکمل کی جائے، ملزمان کے وکلاء نے دلائل دیتے ہوئے کہا کہ مقدمہ بے بنیاد ہے۔ سماعت کے دوران عدالت نے ریمارکس دیے کہ قانون کے مطابق کارروائی مکمل کی جائے، ملزمان کے وکلاء نے دلائل دیتے ہوئے کہا کہ مقدمہ بے بنیاد ہے۔ <box>236 967 341 1274</box>
section-number: چیمبر 6 <box>749 796 792 808</box>
section-number: چیمبر 24 <box>405 1226 454 1237</box>
section-label: ساؤتھ <box>479 2203 504 2212</box>
section-header <box>236 1929 341 1942</box>
section-number: چیمبر 16 <box>521 936 569 947</box>
section-header <box>689 1824 794 1837</box>
col8-headline: صحافی زین صدیقی کی کتاب کی اشاعت پر مبارکباد <box>808 22 896 77</box>
section-body-text: سماعت کے دوران عدالت نے ریمارکس دیے کہ قانون کے مطابق کارروائی مکمل کی جائے، ملزمان کے وکلاء نے دلائل دیتے ہوئے کہا کہ مقدمہ بے بنیاد ہے۔ سماعت کے دوران عدالت نے ریمارکس دیے کہ قانون کے مطابق کارروائی مکمل کی جائے، ملزمان کے وکلاء نے دلائل دیتے ہوئے کہا کہ مقدمہ بے بنیاد ہے۔ سماعت کے دوران عدالت نے ریمارکس دیے کہ قانون کے مطابق کارروائی مکمل کی جائے، ملزمان کے وکلاء نے دلائل دیتے ہوئے کہا کہ مقدمہ بے بنیاد ہے۔ سماعت کے دوران عدالت نے ریمارکس دیے کہ قانون کے مطابق کارروائی مکمل کی جائے، ملزمان کے وکلاء نے دلائل دیتے ہوئے کہا کہ مقدمہ بے بنیاد ہے۔ سماعت کے دوران عدالت نے ریمارکس دیے کہ قانون کے مطابق کارروائی مکمل کی جائے، ملزمان کے وکلاء نے دلائل دیتے ہوئے کہا کہ مقدمہ بے بنیاد ہے۔ سماعت کے دوران عدالت نے ریمارکس دیے کہ قانون کے مطابق کارروائی مکمل کی جائے، ملزمان کے وکلاء نے دلائل دیتے ہوئے کہا کہ مقدمہ بے بنیاد ہے۔ سماعت کے دوران عدالت نے ریمارکس دیے کہ قانون کے مطابق کارروائی مکمل کی جائے، ملزمان کے وکلاء نے دلائل دیتے ہوئے کہا کہ مقدمہ بے بنیاد ہے۔ سماعت کے دوران عدالت نے ریمارکس دیے کہ قانون کے مطابق کارروائی مکمل کی جائے، ملزمان کے وکلاء نے دلائل دیتے ہوئے کہا کہ مقدمہ بے بنیاد ہے۔ سماعت کے دوران عدالت نے ریمارکس دیے کہ قانون کے مطابق کارروائی مکمل کی جائے، ملزمان کے وکلاء نے دلائل دیتے ہوئے کہا کہ مقدمہ بے بنیاد ہے۔ <box>236 316 341 623</box>
col7-subbar: مقصد متعلقہ مریضوں کو عالمی معیار کا علاج فراہم کرنا ہے۔ وزیر صحت عذرا پیچوہو <box>576 56 793 77</box>
section-header <box>799 835 904 848</box>
section-label: سینٹرل <box>478 621 505 630</box>
section-body-text: عدالت میں پولیس کی جانب سے چالان پیش کیا گیا، عدالت نے تفتیشی افسر کو آئندہ سماعت پر ریکارڈ سمیت طلب کر لیا اور ملزمان کو جیل بھیج دیا گیا۔ عدالت میں پولیس کی جانب سے چالان پیش کیا گیا، عدالت نے تفتیشی افسر کو آئندہ سماعت پر ریکارڈ سمیت طلب کر لیا اور ملزمان کو جیل بھیج دیا گیا۔ عدالت میں پولیس کی جانب سے چالان پیش کیا گیا، عدالت نے تفتیشی افسر کو آئندہ سماعت پر ریکارڈ سمیت طلب کر لیا اور ملزمان کو جیل بھیج دیا گیا۔ عدالت میں پولیس کی جانب سے چالان پیش کیا گیا، عدالت نے تفتیشی افسر کو آئندہ سماعت پر ریکارڈ سمیت طلب کر لیا اور ملزمان کو جیل بھیج دیا گیا۔ عدالت میں پولیس کی جانب سے چالان پیش کیا گیا، عدالت نے تفتیشی افسر کو آئندہ سماعت پر ریکارڈ سمیت طلب کر لیا اور ملزمان کو جیل بھیج دیا گیا۔ عدالت میں پولیس کی جانب سے چالان پیش کیا گیا، عدالت نے تفتیشی افسر کو آئندہ سماعت پر ریکارڈ سمیت طلب کر لیا اور ملزمان کو جیل بھیج دیا گیا۔ عدالت میں پولیس کی جانب سے چالان پیش کیا گیا، عدالت نے تفتیشی افسر کو آئندہ سماعت پر ریکارڈ سمیت طلب کر لیا اور ملزمان کو جیل بھیج دیا گیا۔ عدالت میں پولیس کی جانب سے چالان پیش کیا گیا، عدالت نے تفتیشی افسر کو آئندہ سماعت پر ریکارڈ سمیت طلب کر لیا اور ملزمان کو جیل بھیج دیا گیا۔ عدالت میں پولیس کی جانب سے چالان پیش کیا گیا، عدالت نے تفتیشی افسر کو آئندہ سماعت پر ریکارڈ سمیت طلب کر لیا اور ملزمان کو جیل بھیج دیا گیا۔ <box>461 316 570 615</box>
section-body-text: کراچی (پ ر) سینئر صحافی زین صدیقی کی کتاب کی اشاعت پر صحافتی حلقوں کی جانب سے مبارکباد دی گئی ہے کتاب میں صحافت کے موضوع پر تفصیلی مضامین شامل ہیں جو نوجوان صحافیوں کے لیے رہنمائی کا باعث ہوں گے۔ کراچی (پ ر) سینئر صحافی زین صدیقی کی کتاب کی اشاعت پر صحافتی حلقوں کی جانب سے مبارکباد دی گئی ہے کتاب میں صحافت کے موضوع پر تفصیلی مضامین شامل ہیں جو نوجوان صحافیوں کے لیے رہنمائی کا باعث ہوں گے۔ کراچی (پ ر) سینئر صحافی زین صدیقی کی کتاب کی اشاعت پر صحافتی حلقوں کی جانب سے مبارکباد دی گئی ہے کتاب میں صحافت کے موضوع پر تفصیلی مضامین شامل ہیں جو نوجوان صحافیوں کے لیے رہنمائی کا باعث ہوں گے۔ کراچی (پ ر) سینئر صحافی زین صدیقی کی کتاب کی اشاعت پر صحافتی حلقوں کی جانب سے مبارکباد دی گئی ہے کتاب میں صحافت کے موضوع پر تفصیلی مضامین شامل ہیں جو نوجوان صحافیوں کے لیے رہنمائی کا باعث ہوں گے۔ کراچی (پ ر) سینئر صحافی زین صدیقی کی کتاب کی اشاعت پر صحافتی حلقوں کی جانب سے مبارکباد دی گئی ہے کتاب میں صحافت کے موضوع پر تفصیلی مضامین شامل ہیں جو نوجوان صحافیوں کے لیے رہنمائی کا باعث ہوں گے۔ کراچی (پ ر) سینئر صحافی زین صدیقی کی کتاب کی اشاعت پر صحافتی حلقوں کی جانب سے مبارکباد دی گئی ہے کتاب میں صحافت کے موضوع پر تفصیلی مضامین شامل ہیں جو نوجوان صحافیوں کے لیے رہنمائی کا باعث ہوں گے۔ کراچی (پ ر) سینئر صحافی زین صدیقی کی کتاب کی اشاعت پر صحافتی حلقوں کی جانب سے مبارکباد دی گئی ہے کتاب میں صحافت کے موضوع پر تفصیلی مضامین شامل ہیں جو نوجوان صحافیوں کے لیے رہنمائی کا باعث ہوں گے۔ کراچی (پ ر) سینئر صحافی زین صدیقی کی کتاب کی اشاعت پر صحافتی حلقوں کی جانب سے مبارکباد دی گئی ہے کتاب میں صحافت کے موضوع پر تفصیلی مضامین شامل ہیں جو نوجوان صحافیوں کے لیے رہنمائی کا باعث ہوں گے۔ کراچی (پ ر) سینئر صحافی زین صدیقی کی کتاب کی اشاعت پر صحافتی حلقوں کی جانب سے مبارکباد دی گئی ہے کتاب میں صحافت کے موضوع پر تفصیلی مضامین شامل ہیں جو نوجوان صحافیوں کے لیے رہنمائی کا باعث ہوں گے۔ <box>799 1817 904 2281</box>
section-number: چیمبر 21 <box>405 303 454 315</box>
section-label: سٹی کورٹ <box>130 971 171 981</box>
photo-block <box>232 19 569 130</box>
section-header <box>120 969 230 982</box>
section-body-text: عدالت میں پولیس کی جانب سے چالان پیش کیا گیا، عدالت نے تفتیشی افسر کو آئندہ سماعت پر ریکارڈ سمیت طلب کر لیا اور ملزمان کو جیل بھیج دیا گیا۔ عدالت میں پولیس کی جانب سے چالان پیش کیا گیا، عدالت نے تفتیشی افسر کو آئندہ سماعت پر ریکارڈ سمیت طلب کر لیا اور ملزمان کو جیل بھیج دیا گیا۔ عدالت میں پولیس کی جانب سے چالان پیش کیا گیا، عدالت نے تفتیشی افسر کو آئندہ سماعت پر ریکارڈ سمیت طلب کر لیا اور ملزمان کو جیل بھیج دیا گیا۔ عدالت میں پولیس کی جانب سے چالان پیش کیا گیا، عدالت نے تفتیشی افسر کو آئندہ سماعت پر ریکارڈ سمیت طلب کر لیا اور ملزمان کو جیل بھیج دیا گیا۔ عدالت میں پولیس کی جانب سے چالان پیش کیا گیا، عدالت نے تفتیشی افسر کو آئندہ سماعت پر ریکارڈ سمیت طلب کر لیا اور ملزمان کو جیل بھیج دیا گیا۔ عدالت میں پولیس کی جانب سے چالان پیش کیا گیا، عدالت نے تفتیشی افسر کو آئندہ سماعت پر ریکارڈ سمیت طلب کر لیا اور ملزمان کو جیل بھیج دیا گیا۔ عدالت میں پولیس کی جانب سے چالان پیش کیا گیا، عدالت نے تفتیشی افسر کو آئندہ سماعت پر ریکارڈ سمیت طلب کر لیا اور ملزمان کو جیل بھیج دیا گیا۔ عدالت میں پولیس کی جانب سے چالان پیش کیا گیا، عدالت نے تفتیشی افسر کو آئندہ سماعت پر ریکارڈ سمیت طلب کر لیا اور ملزمان کو جیل بھیج دیا گیا۔ عدالت میں پولیس کی جانب سے چالان پیش کیا گیا، عدالت نے تفتیشی افسر کو آئندہ سماعت پر ریکارڈ سمیت طلب کر لیا اور ملزمان کو جیل بھیج دیا گیا۔ <box>461 2216 570 2514</box>
section-body-text: پاکستان اور ایران کے درمیان تعلقات کو مزید مستحکم بنانے کی ضرورت ہے، مقررین نے کہا کہ دونوں ممالک کے عوام کے درمیان گہرے ثقافتی روابط ہیں۔ پاکستان اور ایران کے درمیان تعلقات کو مزید مستحکم بنانے کی ضرورت ہے، مقررین نے کہا کہ دونوں ممالک کے عوام کے درمیان گہرے ثقافتی روابط ہیں۔ پاکستان اور ایران کے درمیان تعلقات کو مزید مستحکم بنانے کی ضرورت ہے، مقررین نے کہا کہ دونوں ممالک کے عوام کے درمیان گہرے ثقافتی روابط ہیں۔ پاکستان اور ایران کے درمیان تعلقات کو مزید مستحکم بنانے کی ضرورت ہے، مقررین نے کہا کہ دونوں ممالک کے عوام کے درمیان گہرے ثقافتی روابط ہیں۔ پاکستان اور ایران کے درمیان تعلقات کو مزید مستحکم بنانے کی ضرورت ہے، مقررین نے کہا کہ دونوں ممالک کے عوام کے درمیان گہرے ثقافتی روابط ہیں۔ پاکستان اور ایران کے درمیان تعلقات کو مزید مستحکم بنانے کی ضرورت ہے، مقررین نے کہا کہ دونوں ممالک کے عوام کے درمیان گہرے ثقافتی روابط ہیں۔ پاکستان اور ایران کے درمیان تعلقات کو مزید مستحکم بنانے کی ضرورت ہے، مقررین نے کہا کہ دونوں ممالک کے عوام کے درمیان گہرے ثقافتی روابط ہیں۔ پاکستان اور ایران کے درمیان تعلقات کو مزید مستحکم بنانے کی ضرورت ہے، مقررین نے کہا کہ دونوں ممالک کے عوام کے درمیان گہرے ثقافتی روابط ہیں۔ پاکستان اور ایران کے درمیان تعلقات کو مزید مستحکم بنانے کی ضرورت ہے، مقررین نے کہا کہ دونوں ممالک کے عوام کے درمیان گہرے ثقافتی روابط ہیں۔ <box>3 579 112 878</box>
section-body-text: درخواست گزار کے وکیل نے عدالت کو بتایا کہ مقدمے میں نامزد ملزمان کے خلاف شواہد موجود ہیں عدالت نے ضمانت کی درخواست پر فیصلہ سنایا۔ درخواست گزار کے وکیل نے عدالت کو بتایا کہ مقدمے میں نامزد ملزمان کے خلاف شواہد موجود ہیں عدالت نے ضمانت کی درخواست پر فیصلہ سنایا۔ درخواست گزار کے وکیل نے عدالت کو بتایا کہ مقدمے میں نامزد ملزمان کے خلاف شواہد موجود ہیں عدالت نے ضمانت کی درخواست پر فیصلہ سنایا۔ درخواست گزار کے وکیل نے عدالت کو بتایا کہ مقدمے میں نامزد ملزمان کے خلاف شواہد موجود ہیں عدالت نے ضمانت کی درخواست پر فیصلہ سنایا۔ درخواست گزار کے وکیل نے عدالت کو بتایا کہ مقدمے میں نامزد ملزمان کے خلاف شواہد موجود ہیں عدالت نے ضمانت کی درخواست پر فیصلہ سنایا۔ درخواست گزار کے وکیل نے عدالت کو بتایا کہ مقدمے میں نامزد ملزمان کے خلاف شواہد موجود ہیں عدالت نے ضمانت کی درخواست پر فیصلہ سنایا۔ درخواست گزار کے وکیل نے عدالت کو بتایا کہ مقدمے میں نامزد ملزمان کے خلاف شواہد موجود ہیں عدالت نے ضمانت کی درخواست پر فیصلہ سنایا۔ درخواست گزار کے وکیل نے عدالت کو بتایا کہ مقدمے میں نامزد ملزمان کے خلاف شواہد موجود ہیں عدالت نے ضمانت کی درخواست پر فیصلہ سنایا۔ درخواست گزار کے وکیل نے عدالت کو بتایا کہ مقدمے میں نامزد ملزمان کے خلاف شواہد موجود ہیں عدالت نے ضمانت کی درخواست پر فیصلہ سنایا۔ <box>348 316 454 606</box>
section-number: چیمبر 29 <box>292 1604 340 1615</box>
section-label: ساؤتھ <box>22 250 45 260</box>
col4-intro-text: درخواست گزار کے وکیل نے عدالت کو بتایا کہ مقدمے میں نامزد ملزمان کے خلاف شواہد موجود ہیں عدالت نے ضمانت کی درخواست پر فیصلہ سنایا۔ درخواست گزار کے وکیل نے عدالت کو بتایا کہ مقدمے میں نامزد ملزمان کے خلاف شواہد موجود ہیں عدالت نے ضمانت کی درخواست پر فیصلہ سنایا۔ درخواست گزار کے وکیل نے عدالت کو بتایا کہ مقدمے میں نامزد ملزمان کے خلاف شواہد موجود ہیں عدالت نے ضمانت کی درخواست پر فیصلہ سنایا۔ درخواست گزار کے وکیل نے عدالت کو بتایا کہ مقدمے میں نامزد ملزمان کے خلاف شواہد موجود ہیں عدالت نے ضمانت کی درخواست پر فیصلہ سنایا۔ درخواست گزار کے وکیل نے عدالت کو بتایا کہ مقدمے میں نامزد ملزمان کے خلاف شواہد موجود ہیں عدالت نے ضمانت کی درخواست پر فیصلہ سنایا۔ <box>348 132 454 299</box>
section-number: چیمبر 27 <box>292 953 340 964</box>
section-label: سیشن جج <box>701 1140 738 1150</box>
section-number: چیمبر 2 <box>861 836 903 847</box>
section-label: ملیر کورٹ <box>700 1826 738 1835</box>
section-header <box>348 609 454 623</box>
column-4 <box>344 132 457 1668</box>
section-label: ایسٹ <box>820 1803 841 1813</box>
section-body-text: درخواست گزار کے وکیل نے عدالت کو بتایا کہ مقدمے میں نامزد ملزمان کے خلاف شواہد موجود ہیں عدالت نے ضمانت کی درخواست پر فیصلہ سنایا۔ درخواست گزار کے وکیل نے عدالت کو بتایا کہ مقدمے میں نامزد ملزمان کے خلاف شواہد موجود ہیں عدالت نے ضمانت کی درخواست پر فیصلہ سنایا۔ درخواست گزار کے وکیل نے عدالت کو بتایا کہ مقدمے میں نامزد ملزمان کے خلاف شواہد موجود ہیں عدالت نے ضمانت کی درخواست پر فیصلہ سنایا۔ درخواست گزار کے وکیل نے عدالت کو بتایا کہ مقدمے میں نامزد ملزمان کے خلاف شواہد موجود ہیں عدالت نے ضمانت کی درخواست پر فیصلہ سنایا۔ درخواست گزار کے وکیل نے عدالت کو بتایا کہ مقدمے میں نامزد ملزمان کے خلاف شواہد موجود ہیں عدالت نے ضمانت کی درخواست پر فیصلہ سنایا۔ درخواست گزار کے وکیل نے عدالت کو بتایا کہ مقدمے میں نامزد ملزمان کے خلاف شواہد موجود ہیں عدالت نے ضمانت کی درخواست پر فیصلہ سنایا۔ درخواست گزار کے وکیل نے عدالت کو بتایا کہ مقدمے میں نامزد ملزمان کے خلاف شواہد موجود ہیں عدالت نے ضمانت کی درخواست پر فیصلہ سنایا۔ درخواست گزار کے وکیل نے عدالت کو بتایا کہ مقدمے میں نامزد ملزمان کے خلاف شواہد موجود ہیں عدالت نے ضمانت کی درخواست پر فیصلہ سنایا۔ درخواست گزار کے وکیل نے عدالت کو بتایا کہ مقدمے میں نامزد ملزمان کے خلاف شواہد موجود ہیں عدالت نے ضمانت کی درخواست پر فیصلہ سنایا۔ <box>348 1240 454 1529</box>
section-body-text: کراچی (اسٹاف رپورٹر) اقوام متحدہ کے قیام کی سالگرہ کے موقع پر منعقدہ سیمینار سے خطاب کرتے ہوئے مقررین نے کہا کہ عالمی امن کے لیے اقوام متحدہ کا کردار اہم ہے۔ کراچی (اسٹاف رپورٹر) اقوام متحدہ کے قیام کی سالگرہ کے موقع پر منعقدہ سیمینار سے خطاب کرتے ہوئے مقررین نے کہا کہ عالمی امن کے لیے اقوام متحدہ کا کردار اہم ہے۔ کراچی (اسٹاف رپورٹر) اقوام متحدہ کے قیام کی سالگرہ کے موقع پر منعقدہ سیمینار سے خطاب کرتے ہوئے مقررین نے کہا کہ عالمی امن کے لیے اقوام متحدہ کا کردار اہم ہے۔ کراچی (اسٹاف رپورٹر) اقوام متحدہ کے قیام کی سالگرہ کے موقع پر منعقدہ سیمینار سے خطاب کرتے ہوئے مقررین نے کہا کہ عالمی امن کے لیے اقوام متحدہ کا کردار اہم ہے۔ کراچی (اسٹاف رپورٹر) اقوام متحدہ کے قیام کی سالگرہ کے موقع پر منعقدہ سیمینار سے خطاب کرتے ہوئے مقررین نے کہا کہ عالمی امن کے لیے اقوام متحدہ کا کردار اہم ہے۔ کراچی (اسٹاف رپورٹر) اقوام متحدہ کے قیام کی سالگرہ کے موقع پر منعقدہ سیمینار سے خطاب کرتے ہوئے مقررین نے کہا کہ عالمی امن کے لیے اقوام متحدہ کا کردار اہم ہے۔ کراچی (اسٹاف رپورٹر) اقوام متحدہ کے قیام کی سالگرہ کے موقع پر منعقدہ سیمینار سے خطاب کرتے ہوئے مقررین نے کہا کہ عالمی امن کے لیے اقوام متحدہ کا کردار اہم ہے۔ کراچی (اسٹاف رپورٹر) اقوام متحدہ کے قیام کی سالگرہ کے موقع پر منعقدہ سیمینار سے خطاب کرتے ہوئے مقررین نے کہا کہ عالمی امن کے لیے اقوام متحدہ کا کردار اہم ہے۔ کراچی (اسٹاف رپورٹر) اقوام متحدہ کے قیام کی سالگرہ کے موقع پر منعقدہ سیمینار سے خطاب کرتے ہوئے مقررین نے کہا کہ عالمی امن کے لیے اقوام متحدہ کا کردار اہم ہے۔ <box>120 983 230 1317</box>
section-header <box>3 565 112 578</box>
col8-intro-text: کراچی (پ ر) سینئر صحافی زین صدیقی کی کتاب کی اشاعت پر صحافتی حلقوں کی جانب سے مبارکباد دی گئی ہے کتاب میں صحافت کے موضوع پر تفصیلی مضامین شامل ہیں جو نوجوان صحافیوں کے لیے رہنمائی کا باعث ہوں گے۔ کراچی (پ ر) سینئر صحافی زین صدیقی کی کتاب کی اشاعت پر صحافتی حلقوں کی جانب سے مبارکباد دی گئی ہے کتاب میں صحافت کے موضوع پر تفصیلی مضامین شامل ہیں جو نوجوان صحافیوں کے لیے رہنمائی کا باعث ہوں گے۔ کراچی (پ ر) سینئر صحافی زین صدیقی کی کتاب کی اشاعت پر صحافتی حلقوں کی جانب سے مبارکباد دی گئی ہے کتاب میں صحافت کے موضوع پر تفصیلی مضامین شامل ہیں جو نوجوان صحافیوں کے لیے رہنمائی کا باعث ہوں گے۔ کراچی (پ ر) سینئر صحافی زین صدیقی کی کتاب کی اشاعت پر صحافتی حلقوں کی جانب سے مبارکباد دی گئی ہے کتاب میں صحافت کے موضوع پر تفصیلی مضامین شامل ہیں جو نوجوان صحافیوں کے لیے رہنمائی کا باعث ہوں گے۔ کراچی (پ ر) سینئر صحافی زین صدیقی کی کتاب کی اشاعت پر صحافتی حلقوں کی جانب سے مبارکباد دی گئی ہے کتاب میں صحافت کے موضوع پر تفصیلی مضامین شامل ہیں جو نوجوان صحافیوں کے لیے رہنمائی کا باعث ہوں گے۔ <box>799 85 904 348</box>
section-number: چیمبر 11 <box>632 770 680 781</box>
section-header <box>120 265 230 279</box>
section-body-text: کراچی (اسٹاف رپورٹر) جناح ہسپتال میں آرتھوپیڈک سرجری کے شعبے میں فیلوشپ یونٹ کا افتتاح کر دیا گیا جس سے مریضوں کو جدید سہولیات میسر ہوں گی۔ کراچی (اسٹاف رپورٹر) جناح ہسپتال میں آرتھوپیڈک سرجری کے شعبے میں فیلوشپ یونٹ کا افتتاح کر دیا گیا جس سے مریضوں کو جدید سہولیات میسر ہوں گی۔ کراچی (اسٹاف رپورٹر) جناح ہسپتال میں آرتھوپیڈک سرجری کے شعبے میں فیلوشپ یونٹ کا افتتاح کر دیا گیا جس سے مریضوں کو جدید سہولیات میسر ہوں گی۔ کراچی (اسٹاف رپورٹر) جناح ہسپتال میں آرتھوپیڈک سرجری کے شعبے میں فیلوشپ یونٹ کا افتتاح کر دیا گیا جس سے مریضوں کو جدید سہولیات میسر ہوں گی۔ کراچی (اسٹاف رپورٹر) جناح ہسپتال میں آرتھوپیڈک سرجری کے شعبے میں فیلوشپ یونٹ کا افتتاح کر دیا گیا جس سے مریضوں کو جدید سہولیات میسر ہوں گی۔ کراچی (اسٹاف رپورٹر) جناح ہسپتال میں آرتھوپیڈک سرجری کے شعبے میں فیلوشپ یونٹ کا افتتاح کر دیا گیا جس سے مریضوں کو جدید سہولیات میسر ہوں گی۔ کراچی (اسٹاف رپورٹر) جناح ہسپتال میں آرتھوپیڈک سرجری کے شعبے میں فیلوشپ یونٹ کا افتتاح کر دیا گیا جس سے مریضوں کو جدید سہولیات میسر ہوں گی۔ کراچی (اسٹاف رپورٹر) جناح ہسپتال میں آرتھوپیڈک سرجری کے شعبے میں فیلوشپ یونٹ کا افتتاح کر دیا گیا جس سے مریضوں کو جدید سہولیات میسر ہوں گی۔ کراچی (اسٹاف رپورٹر) جناح ہسپتال میں آرتھوپیڈک سرجری کے شعبے میں فیلوشپ یونٹ کا افتتاح کر دیا گیا جس سے مریضوں کو جدید سہولیات میسر ہوں گی۔ <box>688 1839 793 2164</box>
section-number: چیمبر 8 <box>749 1482 792 1493</box>
section-label: ڈسٹرکٹ <box>362 304 392 314</box>
section-header <box>689 1481 794 1494</box>
section-body-text: درخواست گزار کے وکیل نے عدالت کو بتایا کہ مقدمے میں نامزد ملزمان کے خلاف شواہد موجود ہیں عدالت نے ضمانت کی درخواست پر فیصلہ سنایا۔ درخواست گزار کے وکیل نے عدالت کو بتایا کہ مقدمے میں نامزد ملزمان کے خلاف شواہد موجود ہیں عدالت نے ضمانت کی درخواست پر فیصلہ سنایا۔ درخواست گزار کے وکیل نے عدالت کو بتایا کہ مقدمے میں نامزد ملزمان کے خلاف شواہد موجود ہیں عدالت نے ضمانت کی درخواست پر فیصلہ سنایا۔ درخواست گزار کے وکیل نے عدالت کو بتایا کہ مقدمے میں نامزد ملزمان کے خلاف شواہد موجود ہیں عدالت نے ضمانت کی درخواست پر فیصلہ سنایا۔ درخواست گزار کے وکیل نے عدالت کو بتایا کہ مقدمے میں نامزد ملزمان کے خلاف شواہد موجود ہیں عدالت نے ضمانت کی درخواست پر فیصلہ سنایا۔ درخواست گزار کے وکیل نے عدالت کو بتایا کہ مقدمے میں نامزد ملزمان کے خلاف شواہد موجود ہیں عدالت نے ضمانت کی درخواست پر فیصلہ سنایا۔ درخواست گزار کے وکیل نے عدالت کو بتایا کہ مقدمے میں نامزد ملزمان کے خلاف شواہد موجود ہیں عدالت نے ضمانت کی درخواست پر فیصلہ سنایا۔ درخواست گزار کے وکیل نے عدالت کو بتایا کہ مقدمے میں نامزد ملزمان کے خلاف شواہد موجود ہیں عدالت نے ضمانت کی درخواست پر فیصلہ سنایا۔ درخواست گزار کے وکیل نے عدالت کو بتایا کہ مقدمے میں نامزد ملزمان کے خلاف شواہد موجود ہیں عدالت نے ضمانت کی درخواست پر فیصلہ سنایا۔ <box>348 624 454 913</box>
section-body-text: شہر میں عدالتوں میں زیر سماعت مقدمات کی سماعت کے دوران ملزمان کو پیش کیا گیا، عدالت نے فریقین کے دلائل سننے کے بعد فیصلہ محفوظ کر لیا۔ شہر میں عدالتوں میں زیر سماعت مقدمات کی سماعت کے دوران ملزمان کو پیش کیا گیا، عدالت نے فریقین کے دلائل سننے کے بعد فیصلہ محفوظ کر لیا۔ شہر میں عدالتوں میں زیر سماعت مقدمات کی سماعت کے دوران ملزمان کو پیش کیا گیا، عدالت نے فریقین کے دلائل سننے کے بعد فیصلہ محفوظ کر لیا۔ شہر میں عدالتوں میں زیر سماعت مقدمات کی سماعت کے دوران ملزمان کو پیش کیا گیا، عدالت نے فریقین کے دلائل سننے کے بعد فیصلہ محفوظ کر لیا۔ شہر میں عدالتوں میں زیر سماعت مقدمات کی سماعت کے دوران ملزمان کو پیش کیا گیا، عدالت نے فریقین کے دلائل سننے کے بعد فیصلہ محفوظ کر لیا۔ شہر میں عدالتوں میں زیر سماعت مقدمات کی سماعت کے دوران ملزمان کو پیش کیا گیا، عدالت نے فریقین کے دلائل سننے کے بعد فیصلہ محفوظ کر لیا۔ شہر میں عدالتوں میں زیر سماعت مقدمات کی سماعت کے دوران ملزمان کو پیش کیا گیا، عدالت نے فریقین کے دلائل سننے کے بعد فیصلہ محفوظ کر لیا۔ شہر میں عدالتوں میں زیر سماعت مقدمات کی سماعت کے دوران ملزمان کو پیش کیا گیا، عدالت نے فریقین کے دلائل سننے کے بعد فیصلہ محفوظ کر لیا۔ شہر میں عدالتوں میں زیر سماعت مقدمات کی سماعت کے دوران ملزمان کو پیش کیا گیا، عدالت نے فریقین کے دلائل سننے کے بعد فیصلہ محفوظ کر لیا۔ <box>576 784 681 1091</box>
section-number: چیمبر 14 <box>521 303 569 315</box>
col1-intro-text: پاکستان اور ایران کے درمیان تعلقات کو مزید مستحکم بنانے کی ضرورت ہے، مقررین نے کہا کہ دونوں ممالک کے عوام کے درمیان گہرے ثقافتی روابط ہیں۔ پاکستان اور ایران کے درمیان تعلقات کو مزید مستحکم بنانے کی ضرورت ہے، مقررین نے کہا کہ دونوں ممالک کے عوام کے درمیان گہرے ثقافتی روابط ہیں۔ پاکستان اور ایران کے درمیان تعلقات کو مزید مستحکم بنانے کی ضرورت ہے، مقررین نے کہا کہ دونوں ممالک کے عوام کے درمیان گہرے ثقافتی روابط ہیں۔ پاکستان اور ایران کے درمیان تعلقات کو مزید مستحکم بنانے کی ضرورت ہے، مقررین نے کہا کہ دونوں ممالک کے عوام کے درمیان گہرے ثقافتی روابط ہیں۔ پاکستان اور ایران کے درمیان تعلقات کو مزید مستحکم بنانے کی ضرورت ہے، مقررین نے کہا کہ دونوں ممالک کے عوام کے درمیان گہرے ثقافتی روابط ہیں۔ <box>3 78 112 245</box>
section-number: چیمبر 7 <box>749 1139 792 1151</box>
section-body-text: سماعت کے دوران عدالت نے ریمارکس دیے کہ قانون کے مطابق کارروائی مکمل کی جائے، ملزمان کے وکلاء نے دلائل دیتے ہوئے کہا کہ مقدمہ بے بنیاد ہے۔ سماعت کے دوران عدالت نے ریمارکس دیے کہ قانون کے مطابق کارروائی مکمل کی جائے، ملزمان کے وکلاء نے دلائل دیتے ہوئے کہا کہ مقدمہ بے بنیاد ہے۔ سماعت کے دوران عدالت نے ریمارکس دیے کہ قانون کے مطابق کارروائی مکمل کی جائے، ملزمان کے وکلاء نے دلائل دیتے ہوئے کہا کہ مقدمہ بے بنیاد ہے۔ سماعت کے دوران عدالت نے ریمارکس دیے کہ قانون کے مطابق کارروائی مکمل کی جائے، ملزمان کے وکلاء نے دلائل دیتے ہوئے کہا کہ مقدمہ بے بنیاد ہے۔ سماعت کے دوران عدالت نے ریمارکس دیے کہ قانون کے مطابق کارروائی مکمل کی جائے، ملزمان کے وکلاء نے دلائل دیتے ہوئے کہا کہ مقدمہ بے بنیاد ہے۔ سماعت کے دوران عدالت نے ریمارکس دیے کہ قانون کے مطابق کارروائی مکمل کی جائے، ملزمان کے وکلاء نے دلائل دیتے ہوئے کہا کہ مقدمہ بے بنیاد ہے۔ سماعت کے دوران عدالت نے ریمارکس دیے کہ قانون کے مطابق کارروائی مکمل کی جائے، ملزمان کے وکلاء نے دلائل دیتے ہوئے کہا کہ مقدمہ بے بنیاد ہے۔ سماعت کے دوران عدالت نے ریمارکس دیے کہ قانون کے مطابق کارروائی مکمل کی جائے، ملزمان کے وکلاء نے دلائل دیتے ہوئے کہا کہ مقدمہ بے بنیاد ہے۔ سماعت کے دوران عدالت نے ریمارکس دیے کہ قانون کے مطابق کارروائی مکمل کی جائے، ملزمان کے وکلاء نے دلائل دیتے ہوئے کہا کہ مقدمہ بے بنیاد ہے۔ <box>236 1943 341 2250</box>
section-label: جوڈیشل مجسٹریٹ <box>813 1316 848 1334</box>
section-number: چیمبر 30 <box>292 1930 340 1941</box>
section-header <box>236 627 341 640</box>
col2-headline: موجودہ حالات میں اقوام متحدہ کی اہمیت بڑھ گئی ہے۔ سفارتکار <box>17 22 215 51</box>
section-number: چیمبر 36 <box>63 566 111 577</box>
section-number: چیمبر 15 <box>521 620 569 631</box>
section-number: چیمبر 3 <box>861 1319 903 1330</box>
section-body-text: سماعت کے دوران عدالت نے ریمارکس دیے کہ قانون کے مطابق کارروائی مکمل کی جائے، ملزمان کے وکلاء نے دلائل دیتے ہوئے کہا کہ مقدمہ بے بنیاد ہے۔ سماعت کے دوران عدالت نے ریمارکس دیے کہ قانون کے مطابق کارروائی مکمل کی جائے، ملزمان کے وکلاء نے دلائل دیتے ہوئے کہا کہ مقدمہ بے بنیاد ہے۔ سماعت کے دوران عدالت نے ریمارکس دیے کہ قانون کے مطابق کارروائی مکمل کی جائے، ملزمان کے وکلاء نے دلائل دیتے ہوئے کہا کہ مقدمہ بے بنیاد ہے۔ سماعت کے دوران عدالت نے ریمارکس دیے کہ قانون کے مطابق کارروائی مکمل کی جائے، ملزمان کے وکلاء نے دلائل دیتے ہوئے کہا کہ مقدمہ بے بنیاد ہے۔ سماعت کے دوران عدالت نے ریمارکس دیے کہ قانون کے مطابق کارروائی مکمل کی جائے، ملزمان کے وکلاء نے دلائل دیتے ہوئے کہا کہ مقدمہ بے بنیاد ہے۔ سماعت کے دوران عدالت نے ریمارکس دیے کہ قانون کے مطابق کارروائی مکمل کی جائے، ملزمان کے وکلاء نے دلائل دیتے ہوئے کہا کہ مقدمہ بے بنیاد ہے۔ سماعت کے دوران عدالت نے ریمارکس دیے کہ قانون کے مطابق کارروائی مکمل کی جائے، ملزمان کے وکلاء نے دلائل دیتے ہوئے کہا کہ مقدمہ بے بنیاد ہے۔ سماعت کے دوران عدالت نے ریمارکس دیے کہ قانون کے مطابق کارروائی مکمل کی جائے، ملزمان کے وکلاء نے دلائل دیتے ہوئے کہا کہ مقدمہ بے بنیاد ہے۔ سماعت کے دوران عدالت نے ریمارکس دیے کہ قانون کے مطابق کارروائی مکمل کی جائے، ملزمان کے وکلاء نے دلائل دیتے ہوئے کہا کہ مقدمہ بے بنیاد ہے۔ <box>236 1618 341 1925</box>
section-header <box>576 1420 681 1433</box>
section-number: چیمبر 32 <box>180 266 229 278</box>
column-7 <box>573 19 796 2164</box>
section-header <box>236 302 341 316</box>
section-body-text: شہر میں عدالتوں میں زیر سماعت مقدمات کی سماعت کے دوران ملزمان کو پیش کیا گیا، عدالت نے فریقین کے دلائل سننے کے بعد فیصلہ محفوظ کر لیا۔ شہر میں عدالتوں میں زیر سماعت مقدمات کی سماعت کے دوران ملزمان کو پیش کیا گیا، عدالت نے فریقین کے دلائل سننے کے بعد فیصلہ محفوظ کر لیا۔ شہر میں عدالتوں میں زیر سماعت مقدمات کی سماعت کے دوران ملزمان کو پیش کیا گیا، عدالت نے فریقین کے دلائل سننے کے بعد فیصلہ محفوظ کر لیا۔ شہر میں عدالتوں میں زیر سماعت مقدمات کی سماعت کے دوران ملزمان کو پیش کیا گیا، عدالت نے فریقین کے دلائل سننے کے بعد فیصلہ محفوظ کر لیا۔ شہر میں عدالتوں میں زیر سماعت مقدمات کی سماعت کے دوران ملزمان کو پیش کیا گیا، عدالت نے فریقین کے دلائل سننے کے بعد فیصلہ محفوظ کر لیا۔ شہر میں عدالتوں میں زیر سماعت مقدمات کی سماعت کے دوران ملزمان کو پیش کیا گیا، عدالت نے فریقین کے دلائل سننے کے بعد فیصلہ محفوظ کر لیا۔ شہر میں عدالتوں میں زیر سماعت مقدمات کی سماعت کے دوران ملزمان کو پیش کیا گیا، عدالت نے فریقین کے دلائل سننے کے بعد فیصلہ محفوظ کر لیا۔ شہر میں عدالتوں میں زیر سماعت مقدمات کی سماعت کے دوران ملزمان کو پیش کیا گیا، عدالت نے فریقین کے دلائل سننے کے بعد فیصلہ محفوظ کر لیا۔ شہر میں عدالتوں میں زیر سماعت مقدمات کی سماعت کے دوران ملزمان کو پیش کیا گیا، عدالت نے فریقین کے دلائل سننے کے بعد فیصلہ محفوظ کر لیا۔ <box>576 459 681 766</box>
section-body-text: عدالت میں پولیس کی جانب سے چالان پیش کیا گیا، عدالت نے تفتیشی افسر کو آئندہ سماعت پر ریکارڈ سمیت طلب کر لیا اور ملزمان کو جیل بھیج دیا گیا۔ عدالت میں پولیس کی جانب سے چالان پیش کیا گیا، عدالت نے تفتیشی افسر کو آئندہ سماعت پر ریکارڈ سمیت طلب کر لیا اور ملزمان کو جیل بھیج دیا گیا۔ عدالت میں پولیس کی جانب سے چالان پیش کیا گیا، عدالت نے تفتیشی افسر کو آئندہ سماعت پر ریکارڈ سمیت طلب کر لیا اور ملزمان کو جیل بھیج دیا گیا۔ عدالت میں پولیس کی جانب سے چالان پیش کیا گیا، عدالت نے تفتیشی افسر کو آئندہ سماعت پر ریکارڈ سمیت طلب کر لیا اور ملزمان کو جیل بھیج دیا گیا۔ عدالت میں پولیس کی جانب سے چالان پیش کیا گیا، عدالت نے تفتیشی افسر کو آئندہ سماعت پر ریکارڈ سمیت طلب کر لیا اور ملزمان کو جیل بھیج دیا گیا۔ عدالت میں پولیس کی جانب سے چالان پیش کیا گیا، عدالت نے تفتیشی افسر کو آئندہ سماعت پر ریکارڈ سمیت طلب کر لیا اور ملزمان کو جیل بھیج دیا گیا۔ عدالت میں پولیس کی جانب سے چالان پیش کیا گیا، عدالت نے تفتیشی افسر کو آئندہ سماعت پر ریکارڈ سمیت طلب کر لیا اور ملزمان کو جیل بھیج دیا گیا۔ عدالت میں پولیس کی جانب سے چالان پیش کیا گیا، عدالت نے تفتیشی افسر کو آئندہ سماعت پر ریکارڈ سمیت طلب کر لیا اور ملزمان کو جیل بھیج دیا گیا۔ عدالت میں پولیس کی جانب سے چالان پیش کیا گیا، عدالت نے تفتیشی افسر کو آئندہ سماعت پر ریکارڈ سمیت طلب کر لیا اور ملزمان کو جیل بھیج دیا گیا۔ <box>461 1900 570 2197</box>
column-8 <box>796 19 907 2281</box>
section-header <box>576 442 681 460</box>
col7-subheadline: سینئر صحافی عارف الحق عارف کے اعزاز میں تقریب پذیرائی <box>586 211 783 240</box>
section-number: چیمبر 12 <box>632 1096 680 1107</box>
section-label: ایسٹ کورٹ <box>583 1422 626 1431</box>
section-header <box>120 618 230 631</box>
col6-intro-text: شہر میں عدالتوں میں زیر سماعت مقدمات کی سماعت کے دوران ملزمان کو پیش کیا گیا، عدالت نے فریقین کے دلائل سننے کے بعد فیصلہ محفوظ کر لیا۔ شہر میں عدالتوں میں زیر سماعت مقدمات کی سماعت کے دوران ملزمان کو پیش کیا گیا، عدالت نے فریقین کے دلائل سننے کے بعد فیصلہ محفوظ کر لیا۔ شہر میں عدالتوں میں زیر سماعت مقدمات کی سماعت کے دوران ملزمان کو پیش کیا گیا، عدالت نے فریقین کے دلائل سننے کے بعد فیصلہ محفوظ کر لیا۔ شہر میں عدالتوں میں زیر سماعت مقدمات کی سماعت کے دوران ملزمان کو پیش کیا گیا، عدالت نے فریقین کے دلائل سننے کے بعد فیصلہ محفوظ کر لیا۔ شہر میں عدالتوں میں زیر سماعت مقدمات کی سماعت کے دوران ملزمان کو پیش کیا گیا، عدالت نے فریقین کے دلائل سننے کے بعد فیصلہ محفوظ کر لیا۔ <box>576 265 681 440</box>
section-label: ڈسٹرکٹ کورٹ <box>125 267 177 277</box>
section-label: ایسٹ <box>254 2256 275 2265</box>
section-number: چیمبر 28 <box>292 1279 340 1290</box>
section-label: ملیر <box>26 567 42 576</box>
section-label: غربی <box>254 1280 275 1289</box>
section-header <box>799 351 904 365</box>
section-label: ایڈیشنل سیشن <box>590 1092 619 1110</box>
section-number: چیمبر 18 <box>521 1569 569 1580</box>
section-body-text: کراچی (اسٹاف رپورٹر) جناح ہسپتال میں آرتھوپیڈک سرجری کے شعبے میں فیلوشپ یونٹ کا افتتاح کر دیا گیا جس سے مریضوں کو جدید سہولیات میسر ہوں گی۔ کراچی (اسٹاف رپورٹر) جناح ہسپتال میں آرتھوپیڈک سرجری کے شعبے میں فیلوشپ یونٹ کا افتتاح کر دیا گیا جس سے مریضوں کو جدید سہولیات میسر ہوں گی۔ کراچی (اسٹاف رپورٹر) جناح ہسپتال میں آرتھوپیڈک سرجری کے شعبے میں فیلوشپ یونٹ کا افتتاح کر دیا گیا جس سے مریضوں کو جدید سہولیات میسر ہوں گی۔ کراچی (اسٹاف رپورٹر) جناح ہسپتال میں آرتھوپیڈک سرجری کے شعبے میں فیلوشپ یونٹ کا افتتاح کر دیا گیا جس سے مریضوں کو جدید سہولیات میسر ہوں گی۔ کراچی (اسٹاف رپورٹر) جناح ہسپتال میں آرتھوپیڈک سرجری کے شعبے میں فیلوشپ یونٹ کا افتتاح کر دیا گیا جس سے مریضوں کو جدید سہولیات میسر ہوں گی۔ کراچی (اسٹاف رپورٹر) جناح ہسپتال میں آرتھوپیڈک سرجری کے شعبے میں فیلوشپ یونٹ کا افتتاح کر دیا گیا جس سے مریضوں کو جدید سہولیات میسر ہوں گی۔ کراچی (اسٹاف رپورٹر) جناح ہسپتال میں آرتھوپیڈک سرجری کے شعبے میں فیلوشپ یونٹ کا افتتاح کر دیا گیا جس سے مریضوں کو جدید سہولیات میسر ہوں گی۔ کراچی (اسٹاف رپورٹر) جناح ہسپتال میں آرتھوپیڈک سرجری کے شعبے میں فیلوشپ یونٹ کا افتتاح کر دیا گیا جس سے مریضوں کو جدید سہولیات میسر ہوں گی۔ کراچی (اسٹاف رپورٹر) جناح ہسپتال میں آرتھوپیڈک سرجری کے شعبے میں فیلوشپ یونٹ کا افتتاح کر دیا گیا جس سے مریضوں کو جدید سہولیات میسر ہوں گی۔ <box>688 468 793 793</box>
photo-caption: وفاقی اردو یونیورسٹی میں پاکستان اور ایران کے تعلقات پر منعقدہ سیمینار کے موقع پر سابق سفیر اور دیگر شرکاء کا گروپ فوٹو <box>233 106 569 128</box>
section-body-text: عدالت میں پولیس کی جانب سے چالان پیش کیا گیا، عدالت نے تفتیشی افسر کو آئندہ سماعت پر ریکارڈ سمیت طلب کر لیا اور ملزمان کو جیل بھیج دیا گیا۔ عدالت میں پولیس کی جانب سے چالان پیش کیا گیا، عدالت نے تفتیشی افسر کو آئندہ سماعت پر ریکارڈ سمیت طلب کر لیا اور ملزمان کو جیل بھیج دیا گیا۔ عدالت میں پولیس کی جانب سے چالان پیش کیا گیا، عدالت نے تفتیشی افسر کو آئندہ سماعت پر ریکارڈ سمیت طلب کر لیا اور ملزمان کو جیل بھیج دیا گیا۔ عدالت میں پولیس کی جانب سے چالان پیش کیا گیا، عدالت نے تفتیشی افسر کو آئندہ سماعت پر ریکارڈ سمیت طلب کر لیا اور ملزمان کو جیل بھیج دیا گیا۔ عدالت میں پولیس کی جانب سے چالان پیش کیا گیا، عدالت نے تفتیشی افسر کو آئندہ سماعت پر ریکارڈ سمیت طلب کر لیا اور ملزمان کو جیل بھیج دیا گیا۔ عدالت میں پولیس کی جانب سے چالان پیش کیا گیا، عدالت نے تفتیشی افسر کو آئندہ سماعت پر ریکارڈ سمیت طلب کر لیا اور ملزمان کو جیل بھیج دیا گیا۔ عدالت میں پولیس کی جانب سے چالان پیش کیا گیا، عدالت نے تفتیشی افسر کو آئندہ سماعت پر ریکارڈ سمیت طلب کر لیا اور ملزمان کو جیل بھیج دیا گیا۔ عدالت میں پولیس کی جانب سے چالان پیش کیا گیا، عدالت نے تفتیشی افسر کو آئندہ سماعت پر ریکارڈ سمیت طلب کر لیا اور ملزمان کو جیل بھیج دیا گیا۔ عدالت میں پولیس کی جانب سے چالان پیش کیا گیا، عدالت نے تفتیشی افسر کو آئندہ سماعت پر ریکارڈ سمیت طلب کر لیا اور ملزمان کو جیل بھیج دیا گیا۔ <box>461 1266 570 1564</box>
section-number: چیمبر 34 <box>180 970 229 981</box>
section-label: جوڈیشل <box>476 1570 506 1579</box>
section-body-text: سماعت کے دوران عدالت نے ریمارکس دیے کہ قانون کے مطابق کارروائی مکمل کی جائے، ملزمان کے وکلاء نے دلائل دیتے ہوئے کہا کہ مقدمہ بے بنیاد ہے۔ سماعت کے دوران عدالت نے ریمارکس دیے کہ قانون کے مطابق کارروائی مکمل کی جائے، ملزمان کے وکلاء نے دلائل دیتے ہوئے کہا کہ مقدمہ بے بنیاد ہے۔ سماعت کے دوران عدالت نے ریمارکس دیے کہ قانون کے مطابق کارروائی مکمل کی جائے، ملزمان کے وکلاء نے دلائل دیتے ہوئے کہا کہ مقدمہ بے بنیاد ہے۔ سماعت کے دوران عدالت نے ریمارکس دیے کہ قانون کے مطابق کارروائی مکمل کی جائے، ملزمان کے وکلاء نے دلائل دیتے ہوئے کہا کہ مقدمہ بے بنیاد ہے۔ سماعت کے دوران عدالت نے ریمارکس دیے کہ قانون کے مطابق کارروائی مکمل کی جائے، ملزمان کے وکلاء نے دلائل دیتے ہوئے کہا کہ مقدمہ بے بنیاد ہے۔ سماعت کے دوران عدالت نے ریمارکس دیے کہ قانون کے مطابق کارروائی مکمل کی جائے، ملزمان کے وکلاء نے دلائل دیتے ہوئے کہا کہ مقدمہ بے بنیاد ہے۔ سماعت کے دوران عدالت نے ریمارکس دیے کہ قانون کے مطابق کارروائی مکمل کی جائے، ملزمان کے وکلاء نے دلائل دیتے ہوئے کہا کہ مقدمہ بے بنیاد ہے۔ سماعت کے دوران عدالت نے ریمارکس دیے کہ قانون کے مطابق کارروائی مکمل کی جائے، ملزمان کے وکلاء نے دلائل دیتے ہوئے کہا کہ مقدمہ بے بنیاد ہے۔ سماعت کے دوران عدالت نے ریمارکس دیے کہ قانون کے مطابق کارروائی مکمل کی جائے، ملزمان کے وکلاء نے دلائل دیتے ہوئے کہا کہ مقدمہ بے بنیاد ہے۔ <box>236 2268 341 2576</box>
section-label: سول جج کورٹ <box>362 607 393 625</box>
section-body-text: کراچی (پ ر) سینئر صحافی زین صدیقی کی کتاب کی اشاعت پر صحافتی حلقوں کی جانب سے مبارکباد دی گئی ہے کتاب میں صحافت کے موضوع پر تفصیلی مضامین شامل ہیں جو نوجوان صحافیوں کے لیے رہنمائی کا باعث ہوں گے۔ کراچی (پ ر) سینئر صحافی زین صدیقی کی کتاب کی اشاعت پر صحافتی حلقوں کی جانب سے مبارکباد دی گئی ہے کتاب میں صحافت کے موضوع پر تفصیلی مضامین شامل ہیں جو نوجوان صحافیوں کے لیے رہنمائی کا باعث ہوں گے۔ کراچی (پ ر) سینئر صحافی زین صدیقی کی کتاب کی اشاعت پر صحافتی حلقوں کی جانب سے مبارکباد دی گئی ہے کتاب میں صحافت کے موضوع پر تفصیلی مضامین شامل ہیں جو نوجوان صحافیوں کے لیے رہنمائی کا باعث ہوں گے۔ کراچی (پ ر) سینئر صحافی زین صدیقی کی کتاب کی اشاعت پر صحافتی حلقوں کی جانب سے مبارکباد دی گئی ہے کتاب میں صحافت کے موضوع پر تفصیلی مضامین شامل ہیں جو نوجوان صحافیوں کے لیے رہنمائی کا باعث ہوں گے۔ کراچی (پ ر) سینئر صحافی زین صدیقی کی کتاب کی اشاعت پر صحافتی حلقوں کی جانب سے مبارکباد دی گئی ہے کتاب میں صحافت کے موضوع پر تفصیلی مضامین شامل ہیں جو نوجوان صحافیوں کے لیے رہنمائی کا باعث ہوں گے۔ کراچی (پ ر) سینئر صحافی زین صدیقی کی کتاب کی اشاعت پر صحافتی حلقوں کی جانب سے مبارکباد دی گئی ہے کتاب میں صحافت کے موضوع پر تفصیلی مضامین شامل ہیں جو نوجوان صحافیوں کے لیے رہنمائی کا باعث ہوں گے۔ کراچی (پ ر) سینئر صحافی زین صدیقی کی کتاب کی اشاعت پر صحافتی حلقوں کی جانب سے مبارکباد دی گئی ہے کتاب میں صحافت کے موضوع پر تفصیلی مضامین شامل ہیں جو نوجوان صحافیوں کے لیے رہنمائی کا باعث ہوں گے۔ کراچی (پ ر) سینئر صحافی زین صدیقی کی کتاب کی اشاعت پر صحافتی حلقوں کی جانب سے مبارکباد دی گئی ہے کتاب میں صحافت کے موضوع پر تفصیلی مضامین شامل ہیں جو نوجوان صحافیوں کے لیے رہنمائی کا باعث ہوں گے۔ کراچی (پ ر) سینئر صحافی زین صدیقی کی کتاب کی اشاعت پر صحافتی حلقوں کی جانب سے مبارکباد دی گئی ہے کتاب میں صحافت کے موضوع پر تفصیلی مضامین شامل ہیں جو نوجوان صحافیوں کے لیے رہنمائی کا باعث ہوں گے۔ <box>799 849 904 1315</box>
section-number: چیمبر 23 <box>405 918 454 930</box>
section-body-text: کراچی (پ ر) سینئر صحافی زین صدیقی کی کتاب کی اشاعت پر صحافتی حلقوں کی جانب سے مبارکباد دی گئی ہے کتاب میں صحافت کے موضوع پر تفصیلی مضامین شامل ہیں جو نوجوان صحافیوں کے لیے رہنمائی کا باعث ہوں گے۔ کراچی (پ ر) سینئر صحافی زین صدیقی کی کتاب کی اشاعت پر صحافتی حلقوں کی جانب سے مبارکباد دی گئی ہے کتاب میں صحافت کے موضوع پر تفصیلی مضامین شامل ہیں جو نوجوان صحافیوں کے لیے رہنمائی کا باعث ہوں گے۔ کراچی (پ ر) سینئر صحافی زین صدیقی کی کتاب کی اشاعت پر صحافتی حلقوں کی جانب سے مبارکباد دی گئی ہے کتاب میں صحافت کے موضوع پر تفصیلی مضامین شامل ہیں جو نوجوان صحافیوں کے لیے رہنمائی کا باعث ہوں گے۔ کراچی (پ ر) سینئر صحافی زین صدیقی کی کتاب کی اشاعت پر صحافتی حلقوں کی جانب سے مبارکباد دی گئی ہے کتاب میں صحافت کے موضوع پر تفصیلی مضامین شامل ہیں جو نوجوان صحافیوں کے لیے رہنمائی کا باعث ہوں گے۔ کراچی (پ ر) سینئر صحافی زین صدیقی کی کتاب کی اشاعت پر صحافتی حلقوں کی جانب سے مبارکباد دی گئی ہے کتاب میں صحافت کے موضوع پر تفصیلی مضامین شامل ہیں جو نوجوان صحافیوں کے لیے رہنمائی کا باعث ہوں گے۔ کراچی (پ ر) سینئر صحافی زین صدیقی کی کتاب کی اشاعت پر صحافتی حلقوں کی جانب سے مبارکباد دی گئی ہے کتاب میں صحافت کے موضوع پر تفصیلی مضامین شامل ہیں جو نوجوان صحافیوں کے لیے رہنمائی کا باعث ہوں گے۔ کراچی (پ ر) سینئر صحافی زین صدیقی کی کتاب کی اشاعت پر صحافتی حلقوں کی جانب سے مبارکباد دی گئی ہے کتاب میں صحافت کے موضوع پر تفصیلی مضامین شامل ہیں جو نوجوان صحافیوں کے لیے رہنمائی کا باعث ہوں گے۔ کراچی (پ ر) سینئر صحافی زین صدیقی کی کتاب کی اشاعت پر صحافتی حلقوں کی جانب سے مبارکباد دی گئی ہے کتاب میں صحافت کے موضوع پر تفصیلی مضامین شامل ہیں جو نوجوان صحافیوں کے لیے رہنمائی کا باعث ہوں گے۔ کراچی (پ ر) سینئر صحافی زین صدیقی کی کتاب کی اشاعت پر صحافتی حلقوں کی جانب سے مبارکباد دی گئی ہے کتاب میں صحافت کے موضوع پر تفصیلی مضامین شامل ہیں جو نوجوان صحافیوں کے لیے رہنمائی کا باعث ہوں گے۔ <box>799 1333 904 1798</box>
section-number: چیمبر 10 <box>632 445 680 456</box>
section-number: چیمبر 35 <box>63 249 111 261</box>
section-number: چیمبر 13 <box>632 1421 680 1432</box>
section-header <box>689 795 794 809</box>
col7-subbar-2: صحافیوں، ادیبوں، دانشوروں اور سماجی شخصیات کی شرکت <box>576 243 793 264</box>
section-header <box>799 1801 904 1815</box>
